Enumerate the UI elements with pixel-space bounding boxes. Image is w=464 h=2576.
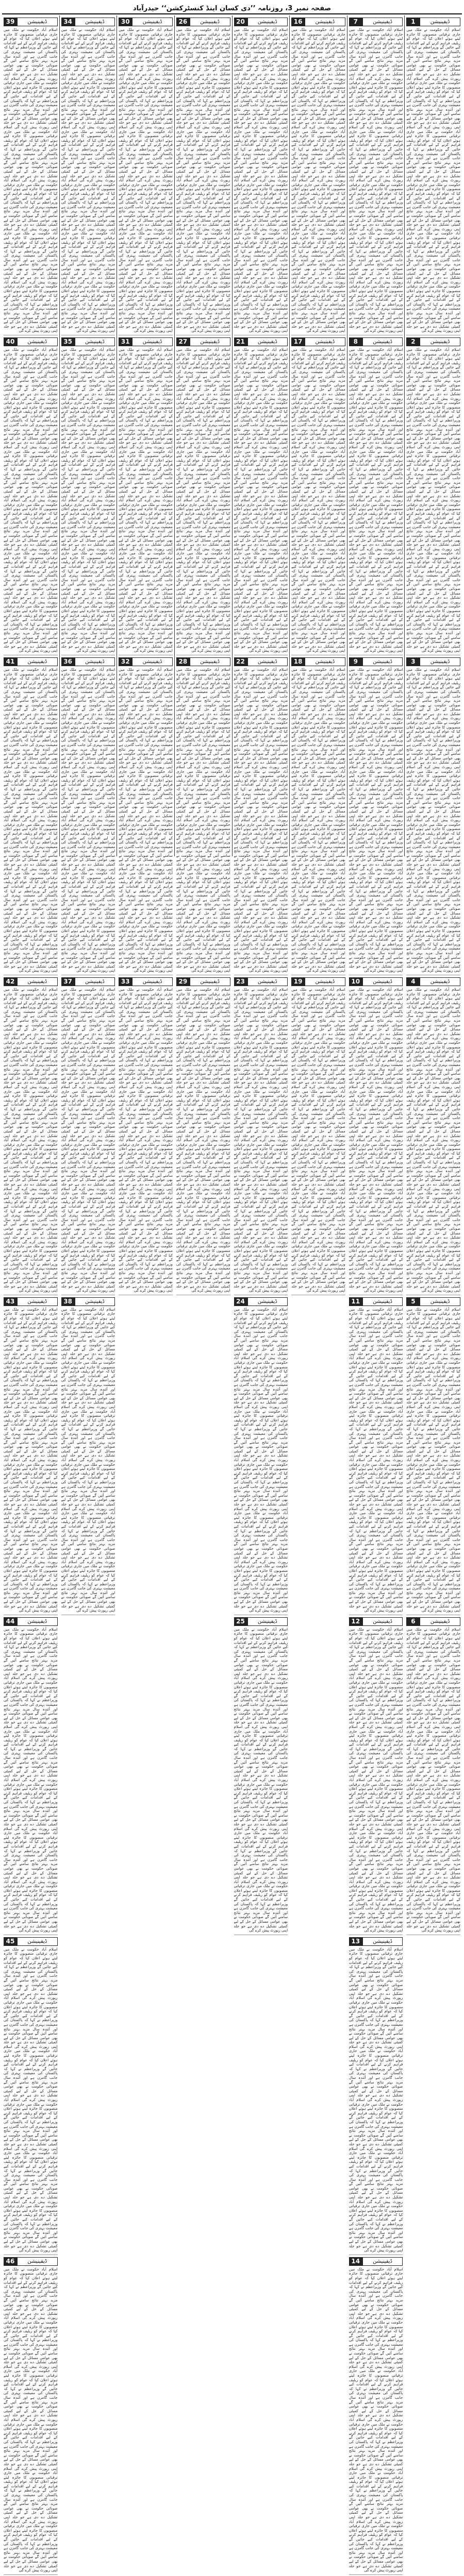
item-number: 24	[234, 1297, 247, 1306]
news-item	[406, 335, 460, 655]
item-number: 7	[349, 18, 362, 26]
item-tag	[291, 657, 345, 666]
item-number: 25	[234, 1617, 247, 1626]
news-item	[234, 335, 288, 655]
item-number: 2	[406, 337, 420, 346]
news-column	[289, 15, 347, 1293]
item-body-text: اسلام آباد حکومت نے ملک میں جاری ترقیاتی منصوبوں کا جائزہ لیتے ہوئے اعلان کیا کہ عوام کو ریلیف فراہم کرنے کے لیے اقدامات کیے جائیں گے وزیراعظم نے کہا کہ پاکستان کی معیشت بہتری کی جانب گامزن ہے اور آئندہ سال مزید بہتر نتائج سامنے آئیں گے صوبائی حکومت نے بھی عوامی مسائل کے حل کے لیے کمیٹی تشکیل دے دی ہے جو جلد اپنی رپورٹ پیش کرے گی اسلام آباد حکومت نے ملک میں جاری ترقیاتی منصوبوں کا جائزہ لیتے ہوئے اعلان کیا کہ عوام کو ریلیف فراہم کرنے کے لیے اقدامات کیے جائیں گے وزیراعظم نے کہا کہ پاکستان کی معیشت بہتری کی جانب گامزن ہے اور آئندہ سال مزید بہتر نتائج سامنے آئیں گے صوبائی حکومت نے بھی عوامی مسائل کے حل کے لیے کمیٹی تشکیل دے دی ہے جو جلد اپنی رپورٹ پیش کرے گی اسلام آباد حکومت نے ملک میں جاری ترقیاتی منصوبوں کا جائزہ لیتے ہوئے اعلان کیا کہ عوام کو ریلیف فراہم کرنے کے لیے اقدامات کیے جائیں گے وزیراعظم نے کہا کہ پاکستان کی معیشت بہتری کی جانب گامزن ہے اور آئندہ سال مزید بہتر نتائج سامنے آئیں گے صوبائی حکومت نے بھی عوامی مسائل کے حل کے لیے کمیٹی تشکیل دے دی ہے جو جلد اپنی رپورٹ پیش کرے گی اسلام آباد حکومت نے ملک میں جاری ترقیاتی منصوبوں کا جائزہ لیتے ہوئے اعلان کیا کہ عوام کو ریلیف فراہم کرنے کے لیے اقدامات کیے جائیں گے وزیراعظم نے کہا کہ پاکستان کی معیشت بہتری کی جانب گامزن ہے اور آئندہ سال مزید بہتر نتائج سامنے آئیں گے صوبائی حکومت نے بھی عوامی مسائل کے حل کے لیے کمیٹی تشکیل دے دی ہے جو جلد اپنی رپورٹ پیش کرے گی اسلام آباد حکومت نے ملک میں جاری ترقیاتی منصوبوں کا جائزہ لیتے ہوئے اعلان کیا کہ عوام کو ریلیف فراہم کرنے کے لیے اقدامات کیے جائیں گے وزیراعظم نے کہا کہ پاکستان کی معیشت بہتری کی جانب گامزن ہے اور آئندہ سال مزید بہتر نتائج سامنے آئیں گے صوبائی حکومت نے بھی عوامی مسائل کے حل کے لیے کمیٹی تشکیل دے دی ہے جو جلد اپنی رپورٹ پیش کرے گی اسلام آباد حکومت نے ملک میں جاری ترقیاتی منصوبوں کا جائزہ لیتے ہوئے اعلان کیا کہ عوام کو ریلیف فراہم کرنے کے لیے اقدامات کیے جائیں گے وزیراعظم نے کہا کہ پاکستان کی معیشت بہتری کی جانب گامزن ہے اور آئندہ سال مزید بہتر نتائج سامنے آئیں گے صوبائی حکومت نے بھی عوامی مسائل کے حل کے لیے کمیٹی تشکیل دے دی ہے جو جلد اپنی رپورٹ پیش کرے گی	[349, 2266, 403, 2573]
item-tag-label: ڈیفینیشن	[305, 337, 345, 346]
news-column	[174, 15, 232, 1293]
item-tag	[119, 337, 173, 346]
item-tag	[4, 1937, 58, 1946]
item-number: 42	[4, 977, 17, 986]
item-body-text: اسلام آباد حکومت نے ملک میں جاری ترقیاتی منصوبوں کا جائزہ لیتے ہوئے اعلان کیا کہ عوام کو ریلیف فراہم کرنے کے لیے اقدامات کیے جائیں گے وزیراعظم نے کہا کہ پاکستان کی معیشت بہتری کی جانب گامزن ہے اور آئندہ سال مزید بہتر نتائج سامنے آئیں گے صوبائی حکومت نے بھی عوامی مسائل کے حل کے لیے کمیٹی تشکیل دے دی ہے جو جلد اپنی رپورٹ پیش کرے گی اسلام آباد حکومت نے ملک میں جاری ترقیاتی منصوبوں کا جائزہ لیتے ہوئے اعلان کیا کہ عوام کو ریلیف فراہم کرنے کے لیے اقدامات کیے جائیں گے وزیراعظم نے کہا کہ پاکستان کی معیشت بہتری کی جانب گامزن ہے اور آئندہ سال مزید بہتر نتائج سامنے آئیں گے صوبائی حکومت نے بھی عوامی مسائل کے حل کے لیے کمیٹی تشکیل دے دی ہے جو جلد اپنی رپورٹ پیش کرے گی اسلام آباد حکومت نے ملک میں جاری ترقیاتی منصوبوں کا جائزہ لیتے ہوئے اعلان کیا کہ عوام کو ریلیف فراہم کرنے کے لیے اقدامات کیے جائیں گے وزیراعظم نے کہا کہ پاکستان کی معیشت بہتری کی جانب گامزن ہے اور آئندہ سال مزید بہتر نتائج سامنے آئیں گے صوبائی حکومت نے بھی عوامی مسائل کے حل کے لیے کمیٹی تشکیل دے دی ہے جو جلد اپنی رپورٹ پیش کرے گی اسلام آباد حکومت نے ملک میں جاری ترقیاتی منصوبوں کا جائزہ لیتے ہوئے اعلان کیا کہ عوام کو ریلیف فراہم کرنے کے لیے اقدامات کیے جائیں گے وزیراعظم نے کہا کہ پاکستان کی معیشت بہتری کی جانب گامزن ہے اور آئندہ سال مزید بہتر نتائج سامنے آئیں گے صوبائی حکومت نے بھی عوامی مسائل کے حل کے لیے کمیٹی تشکیل دے دی ہے جو جلد اپنی رپورٹ پیش کرے گی اسلام آباد حکومت نے ملک میں جاری ترقیاتی منصوبوں کا جائزہ لیتے ہوئے اعلان کیا کہ عوام کو ریلیف فراہم کرنے کے لیے اقدامات کیے جائیں گے وزیراعظم نے کہا کہ پاکستان کی معیشت بہتری کی جانب گامزن ہے اور آئندہ سال مزید بہتر نتائج سامنے آئیں گے صوبائی حکومت نے بھی عوامی مسائل کے حل کے لیے کمیٹی تشکیل دے دی ہے جو جلد اپنی رپورٹ پیش کرے گی اسلام آباد حکومت نے ملک میں جاری ترقیاتی منصوبوں کا جائزہ لیتے ہوئے اعلان کیا کہ عوام کو ریلیف فراہم کرنے کے لیے اقدامات کیے جائیں گے وزیراعظم نے کہا کہ پاکستان کی معیشت بہتری کی جانب گامزن ہے اور آئندہ سال مزید بہتر نتائج سامنے آئیں گے صوبائی حکومت نے بھی عوامی مسائل کے حل کے لیے کمیٹی تشکیل دے دی ہے جو جلد اپنی رپورٹ پیش کرے گی	[234, 347, 288, 653]
item-body-text: اسلام آباد حکومت نے ملک میں جاری ترقیاتی منصوبوں کا جائزہ لیتے ہوئے اعلان کیا کہ عوام کو ریلیف فراہم کرنے کے لیے اقدامات کیے جائیں گے وزیراعظم نے کہا کہ پاکستان کی معیشت بہتری کی جانب گامزن ہے اور آئندہ سال مزید بہتر نتائج سامنے آئیں گے صوبائی حکومت نے بھی عوامی مسائل کے حل کے لیے کمیٹی تشکیل دے دی ہے جو جلد اپنی رپورٹ پیش کرے گی اسلام آباد حکومت نے ملک میں جاری ترقیاتی منصوبوں کا جائزہ لیتے ہوئے اعلان کیا کہ عوام کو ریلیف فراہم کرنے کے لیے اقدامات کیے جائیں گے وزیراعظم نے کہا کہ پاکستان کی معیشت بہتری کی جانب گامزن ہے اور آئندہ سال مزید بہتر نتائج سامنے آئیں گے صوبائی حکومت نے بھی عوامی مسائل کے حل کے لیے کمیٹی تشکیل دے دی ہے جو جلد اپنی رپورٹ پیش کرے گی اسلام آباد حکومت نے ملک میں جاری ترقیاتی منصوبوں کا جائزہ لیتے ہوئے اعلان کیا کہ عوام کو ریلیف فراہم کرنے کے لیے اقدامات کیے جائیں گے وزیراعظم نے کہا کہ پاکستان کی معیشت بہتری کی جانب گامزن ہے اور آئندہ سال مزید بہتر نتائج سامنے آئیں گے صوبائی حکومت نے بھی عوامی مسائل کے حل کے لیے کمیٹی تشکیل دے دی ہے جو جلد اپنی رپورٹ پیش کرے گی اسلام آباد حکومت نے ملک میں جاری ترقیاتی منصوبوں کا جائزہ لیتے ہوئے اعلان کیا کہ عوام کو ریلیف فراہم کرنے کے لیے اقدامات کیے جائیں گے وزیراعظم نے کہا کہ پاکستان کی معیشت بہتری کی جانب گامزن ہے اور آئندہ سال مزید بہتر نتائج سامنے آئیں گے صوبائی حکومت نے بھی عوامی مسائل کے حل کے لیے کمیٹی تشکیل دے دی ہے جو جلد اپنی رپورٹ پیش کرے گی اسلام آباد حکومت نے ملک میں جاری ترقیاتی منصوبوں کا جائزہ لیتے ہوئے اعلان کیا کہ عوام کو ریلیف فراہم کرنے کے لیے اقدامات کیے جائیں گے وزیراعظم نے کہا کہ پاکستان کی معیشت بہتری کی جانب گامزن ہے اور آئندہ سال مزید بہتر نتائج سامنے آئیں گے صوبائی حکومت نے بھی عوامی مسائل کے حل کے لیے کمیٹی تشکیل دے دی ہے جو جلد اپنی رپورٹ پیش کرے گی اسلام آباد حکومت نے ملک میں جاری ترقیاتی منصوبوں کا جائزہ لیتے ہوئے اعلان کیا کہ عوام کو ریلیف فراہم کرنے کے لیے اقدامات کیے جائیں گے وزیراعظم نے کہا کہ پاکستان کی معیشت بہتری کی جانب گامزن ہے اور آئندہ سال مزید بہتر نتائج سامنے آئیں گے صوبائی حکومت نے بھی عوامی مسائل کے حل کے لیے کمیٹی تشکیل دے دی ہے جو جلد اپنی رپورٹ پیش کرے گی	[4, 1307, 58, 1613]
item-body-text: اسلام آباد حکومت نے ملک میں جاری ترقیاتی منصوبوں کا جائزہ لیتے ہوئے اعلان کیا کہ عوام کو ریلیف فراہم کرنے کے لیے اقدامات کیے جائیں گے وزیراعظم نے کہا کہ پاکستان کی معیشت بہتری کی جانب گامزن ہے اور آئندہ سال مزید بہتر نتائج سامنے آئیں گے صوبائی حکومت نے بھی عوامی مسائل کے حل کے لیے کمیٹی تشکیل دے دی ہے جو جلد اپنی رپورٹ پیش کرے گی اسلام آباد حکومت نے ملک میں جاری ترقیاتی منصوبوں کا جائزہ لیتے ہوئے اعلان کیا کہ عوام کو ریلیف فراہم کرنے کے لیے اقدامات کیے جائیں گے وزیراعظم نے کہا کہ پاکستان کی معیشت بہتری کی جانب گامزن ہے اور آئندہ سال مزید بہتر نتائج سامنے آئیں گے صوبائی حکومت نے بھی عوامی مسائل کے حل کے لیے کمیٹی تشکیل دے دی ہے جو جلد اپنی رپورٹ پیش کرے گی اسلام آباد حکومت نے ملک میں جاری ترقیاتی منصوبوں کا جائزہ لیتے ہوئے اعلان کیا کہ عوام کو ریلیف فراہم کرنے کے لیے اقدامات کیے جائیں گے وزیراعظم نے کہا کہ پاکستان کی معیشت بہتری کی جانب گامزن ہے اور آئندہ سال مزید بہتر نتائج سامنے آئیں گے صوبائی حکومت نے بھی عوامی مسائل کے حل کے لیے کمیٹی تشکیل دے دی ہے جو جلد اپنی رپورٹ پیش کرے گی اسلام آباد حکومت نے ملک میں جاری ترقیاتی منصوبوں کا جائزہ لیتے ہوئے اعلان کیا کہ عوام کو ریلیف فراہم کرنے کے لیے اقدامات کیے جائیں گے وزیراعظم نے کہا کہ پاکستان کی معیشت بہتری کی جانب گامزن ہے اور آئندہ سال مزید بہتر نتائج سامنے آئیں گے صوبائی حکومت نے بھی عوامی مسائل کے حل کے لیے کمیٹی تشکیل دے دی ہے جو جلد اپنی رپورٹ پیش کرے گی اسلام آباد حکومت نے ملک میں جاری ترقیاتی منصوبوں کا جائزہ لیتے ہوئے اعلان کیا کہ عوام کو ریلیف فراہم کرنے کے لیے اقدامات کیے جائیں گے وزیراعظم نے کہا کہ پاکستان کی معیشت بہتری کی جانب گامزن ہے اور آئندہ سال مزید بہتر نتائج سامنے آئیں گے صوبائی حکومت نے بھی عوامی مسائل کے حل کے لیے کمیٹی تشکیل دے دی ہے جو جلد اپنی رپورٹ پیش کرے گی اسلام آباد حکومت نے ملک میں جاری ترقیاتی منصوبوں کا جائزہ لیتے ہوئے اعلان کیا کہ عوام کو ریلیف فراہم کرنے کے لیے اقدامات کیے جائیں گے وزیراعظم نے کہا کہ پاکستان کی معیشت بہتری کی جانب گامزن ہے اور آئندہ سال مزید بہتر نتائج سامنے آئیں گے صوبائی حکومت نے بھی عوامی مسائل کے حل کے لیے کمیٹی تشکیل دے دی ہے جو جلد اپنی رپورٹ پیش کرے گی	[119, 987, 173, 1293]
item-tag-label: ڈیفینیشن	[420, 337, 460, 346]
item-body-text: اسلام آباد حکومت نے ملک میں جاری ترقیاتی منصوبوں کا جائزہ لیتے ہوئے اعلان کیا کہ عوام کو ریلیف فراہم کرنے کے لیے اقدامات کیے جائیں گے وزیراعظم نے کہا کہ پاکستان کی معیشت بہتری کی جانب گامزن ہے اور آئندہ سال مزید بہتر نتائج سامنے آئیں گے صوبائی حکومت نے بھی عوامی مسائل کے حل کے لیے کمیٹی تشکیل دے دی ہے جو جلد اپنی رپورٹ پیش کرے گی اسلام آباد حکومت نے ملک میں جاری ترقیاتی منصوبوں کا جائزہ لیتے ہوئے اعلان کیا کہ عوام کو ریلیف فراہم کرنے کے لیے اقدامات کیے جائیں گے وزیراعظم نے کہا کہ پاکستان کی معیشت بہتری کی جانب گامزن ہے اور آئندہ سال مزید بہتر نتائج سامنے آئیں گے صوبائی حکومت نے بھی عوامی مسائل کے حل کے لیے کمیٹی تشکیل دے دی ہے جو جلد اپنی رپورٹ پیش کرے گی اسلام آباد حکومت نے ملک میں جاری ترقیاتی منصوبوں کا جائزہ لیتے ہوئے اعلان کیا کہ عوام کو ریلیف فراہم کرنے کے لیے اقدامات کیے جائیں گے وزیراعظم نے کہا کہ پاکستان کی معیشت بہتری کی جانب گامزن ہے اور آئندہ سال مزید بہتر نتائج سامنے آئیں گے صوبائی حکومت نے بھی عوامی مسائل کے حل کے لیے کمیٹی تشکیل دے دی ہے جو جلد اپنی رپورٹ پیش کرے گی اسلام آباد حکومت نے ملک میں جاری ترقیاتی منصوبوں کا جائزہ لیتے ہوئے اعلان کیا کہ عوام کو ریلیف فراہم کرنے کے لیے اقدامات کیے جائیں گے وزیراعظم نے کہا کہ پاکستان کی معیشت بہتری کی جانب گامزن ہے اور آئندہ سال مزید بہتر نتائج سامنے آئیں گے صوبائی حکومت نے بھی عوامی مسائل کے حل کے لیے کمیٹی تشکیل دے دی ہے جو جلد اپنی رپورٹ پیش کرے گی اسلام آباد حکومت نے ملک میں جاری ترقیاتی منصوبوں کا جائزہ لیتے ہوئے اعلان کیا کہ عوام کو ریلیف فراہم کرنے کے لیے اقدامات کیے جائیں گے وزیراعظم نے کہا کہ پاکستان کی معیشت بہتری کی جانب گامزن ہے اور آئندہ سال مزید بہتر نتائج سامنے آئیں گے صوبائی حکومت نے بھی عوامی مسائل کے حل کے لیے کمیٹی تشکیل دے دی ہے جو جلد اپنی رپورٹ پیش کرے گی اسلام آباد حکومت نے ملک میں جاری ترقیاتی منصوبوں کا جائزہ لیتے ہوئے اعلان کیا کہ عوام کو ریلیف فراہم کرنے کے لیے اقدامات کیے جائیں گے وزیراعظم نے کہا کہ پاکستان کی معیشت بہتری کی جانب گامزن ہے اور آئندہ سال مزید بہتر نتائج سامنے آئیں گے صوبائی حکومت نے بھی عوامی مسائل کے حل کے لیے کمیٹی تشکیل دے دی ہے جو جلد اپنی رپورٹ پیش کرے گی	[291, 347, 345, 653]
item-number: 4	[406, 977, 420, 986]
item-number: 32	[119, 657, 132, 666]
item-number: 8	[349, 337, 362, 346]
item-tag	[406, 337, 460, 346]
news-item	[406, 655, 460, 975]
item-body-text: اسلام آباد حکومت نے ملک میں جاری ترقیاتی منصوبوں کا جائزہ لیتے ہوئے اعلان کیا کہ عوام کو ریلیف فراہم کرنے کے لیے اقدامات کیے جائیں گے وزیراعظم نے کہا کہ پاکستان کی معیشت بہتری کی جانب گامزن ہے اور آئندہ سال مزید بہتر نتائج سامنے آئیں گے صوبائی حکومت نے بھی عوامی مسائل کے حل کے لیے کمیٹی تشکیل دے دی ہے جو جلد اپنی رپورٹ پیش کرے گی اسلام آباد حکومت نے ملک میں جاری ترقیاتی منصوبوں کا جائزہ لیتے ہوئے اعلان کیا کہ عوام کو ریلیف فراہم کرنے کے لیے اقدامات کیے جائیں گے وزیراعظم نے کہا کہ پاکستان کی معیشت بہتری کی جانب گامزن ہے اور آئندہ سال مزید بہتر نتائج سامنے آئیں گے صوبائی حکومت نے بھی عوامی مسائل کے حل کے لیے کمیٹی تشکیل دے دی ہے جو جلد اپنی رپورٹ پیش کرے گی اسلام آباد حکومت نے ملک میں جاری ترقیاتی منصوبوں کا جائزہ لیتے ہوئے اعلان کیا کہ عوام کو ریلیف فراہم کرنے کے لیے اقدامات کیے جائیں گے وزیراعظم نے کہا کہ پاکستان کی معیشت بہتری کی جانب گامزن ہے اور آئندہ سال مزید بہتر نتائج سامنے آئیں گے صوبائی حکومت نے بھی عوامی مسائل کے حل کے لیے کمیٹی تشکیل دے دی ہے جو جلد اپنی رپورٹ پیش کرے گی اسلام آباد حکومت نے ملک میں جاری ترقیاتی منصوبوں کا جائزہ لیتے ہوئے اعلان کیا کہ عوام کو ریلیف فراہم کرنے کے لیے اقدامات کیے جائیں گے وزیراعظم نے کہا کہ پاکستان کی معیشت بہتری کی جانب گامزن ہے اور آئندہ سال مزید بہتر نتائج سامنے آئیں گے صوبائی حکومت نے بھی عوامی مسائل کے حل کے لیے کمیٹی تشکیل دے دی ہے جو جلد اپنی رپورٹ پیش کرے گی اسلام آباد حکومت نے ملک میں جاری ترقیاتی منصوبوں کا جائزہ لیتے ہوئے اعلان کیا کہ عوام کو ریلیف فراہم کرنے کے لیے اقدامات کیے جائیں گے وزیراعظم نے کہا کہ پاکستان کی معیشت بہتری کی جانب گامزن ہے اور آئندہ سال مزید بہتر نتائج سامنے آئیں گے صوبائی حکومت نے بھی عوامی مسائل کے حل کے لیے کمیٹی تشکیل دے دی ہے جو جلد اپنی رپورٹ پیش کرے گی اسلام آباد حکومت نے ملک میں جاری ترقیاتی منصوبوں کا جائزہ لیتے ہوئے اعلان کیا کہ عوام کو ریلیف فراہم کرنے کے لیے اقدامات کیے جائیں گے وزیراعظم نے کہا کہ پاکستان کی معیشت بہتری کی جانب گامزن ہے اور آئندہ سال مزید بہتر نتائج سامنے آئیں گے صوبائی حکومت نے بھی عوامی مسائل کے حل کے لیے کمیٹی تشکیل دے دی ہے جو جلد اپنی رپورٹ پیش کرے گی	[406, 27, 460, 333]
item-tag	[176, 657, 230, 666]
item-body-text: اسلام آباد حکومت نے ملک میں جاری ترقیاتی منصوبوں کا جائزہ لیتے ہوئے اعلان کیا کہ عوام کو ریلیف فراہم کرنے کے لیے اقدامات کیے جائیں گے وزیراعظم نے کہا کہ پاکستان کی معیشت بہتری کی جانب گامزن ہے اور آئندہ سال مزید بہتر نتائج سامنے آئیں گے صوبائی حکومت نے بھی عوامی مسائل کے حل کے لیے کمیٹی تشکیل دے دی ہے جو جلد اپنی رپورٹ پیش کرے گی اسلام آباد حکومت نے ملک میں جاری ترقیاتی منصوبوں کا جائزہ لیتے ہوئے اعلان کیا کہ عوام کو ریلیف فراہم کرنے کے لیے اقدامات کیے جائیں گے وزیراعظم نے کہا کہ پاکستان کی معیشت بہتری کی جانب گامزن ہے اور آئندہ سال مزید بہتر نتائج سامنے آئیں گے صوبائی حکومت نے بھی عوامی مسائل کے حل کے لیے کمیٹی تشکیل دے دی ہے جو جلد اپنی رپورٹ پیش کرے گی اسلام آباد حکومت نے ملک میں جاری ترقیاتی منصوبوں کا جائزہ لیتے ہوئے اعلان کیا کہ عوام کو ریلیف فراہم کرنے کے لیے اقدامات کیے جائیں گے وزیراعظم نے کہا کہ پاکستان کی معیشت بہتری کی جانب گامزن ہے اور آئندہ سال مزید بہتر نتائج سامنے آئیں گے صوبائی حکومت نے بھی عوامی مسائل کے حل کے لیے کمیٹی تشکیل دے دی ہے جو جلد اپنی رپورٹ پیش کرے گی اسلام آباد حکومت نے ملک میں جاری ترقیاتی منصوبوں کا جائزہ لیتے ہوئے اعلان کیا کہ عوام کو ریلیف فراہم کرنے کے لیے اقدامات کیے جائیں گے وزیراعظم نے کہا کہ پاکستان کی معیشت بہتری کی جانب گامزن ہے اور آئندہ سال مزید بہتر نتائج سامنے آئیں گے صوبائی حکومت نے بھی عوامی مسائل کے حل کے لیے کمیٹی تشکیل دے دی ہے جو جلد اپنی رپورٹ پیش کرے گی اسلام آباد حکومت نے ملک میں جاری ترقیاتی منصوبوں کا جائزہ لیتے ہوئے اعلان کیا کہ عوام کو ریلیف فراہم کرنے کے لیے اقدامات کیے جائیں گے وزیراعظم نے کہا کہ پاکستان کی معیشت بہتری کی جانب گامزن ہے اور آئندہ سال مزید بہتر نتائج سامنے آئیں گے صوبائی حکومت نے بھی عوامی مسائل کے حل کے لیے کمیٹی تشکیل دے دی ہے جو جلد اپنی رپورٹ پیش کرے گی اسلام آباد حکومت نے ملک میں جاری ترقیاتی منصوبوں کا جائزہ لیتے ہوئے اعلان کیا کہ عوام کو ریلیف فراہم کرنے کے لیے اقدامات کیے جائیں گے وزیراعظم نے کہا کہ پاکستان کی معیشت بہتری کی جانب گامزن ہے اور آئندہ سال مزید بہتر نتائج سامنے آئیں گے صوبائی حکومت نے بھی عوامی مسائل کے حل کے لیے کمیٹی تشکیل دے دی ہے جو جلد اپنی رپورٹ پیش کرے گی	[234, 667, 288, 973]
page-header	[2, 3, 462, 14]
item-number: 9	[349, 657, 362, 666]
item-body-text: اسلام آباد حکومت نے ملک میں جاری ترقیاتی منصوبوں کا جائزہ لیتے ہوئے اعلان کیا کہ عوام کو ریلیف فراہم کرنے کے لیے اقدامات کیے جائیں گے وزیراعظم نے کہا کہ پاکستان کی معیشت بہتری کی جانب گامزن ہے اور آئندہ سال مزید بہتر نتائج سامنے آئیں گے صوبائی حکومت نے بھی عوامی مسائل کے حل کے لیے کمیٹی تشکیل دے دی ہے جو جلد اپنی رپورٹ پیش کرے گی اسلام آباد حکومت نے ملک میں جاری ترقیاتی منصوبوں کا جائزہ لیتے ہوئے اعلان کیا کہ عوام کو ریلیف فراہم کرنے کے لیے اقدامات کیے جائیں گے وزیراعظم نے کہا کہ پاکستان کی معیشت بہتری کی جانب گامزن ہے اور آئندہ سال مزید بہتر نتائج سامنے آئیں گے صوبائی حکومت نے بھی عوامی مسائل کے حل کے لیے کمیٹی تشکیل دے دی ہے جو جلد اپنی رپورٹ پیش کرے گی اسلام آباد حکومت نے ملک میں جاری ترقیاتی منصوبوں کا جائزہ لیتے ہوئے اعلان کیا کہ عوام کو ریلیف فراہم کرنے کے لیے اقدامات کیے جائیں گے وزیراعظم نے کہا کہ پاکستان کی معیشت بہتری کی جانب گامزن ہے اور آئندہ سال مزید بہتر نتائج سامنے آئیں گے صوبائی حکومت نے بھی عوامی مسائل کے حل کے لیے کمیٹی تشکیل دے دی ہے جو جلد اپنی رپورٹ پیش کرے گی اسلام آباد حکومت نے ملک میں جاری ترقیاتی منصوبوں کا جائزہ لیتے ہوئے اعلان کیا کہ عوام کو ریلیف فراہم کرنے کے لیے اقدامات کیے جائیں گے وزیراعظم نے کہا کہ پاکستان کی معیشت بہتری کی جانب گامزن ہے اور آئندہ سال مزید بہتر نتائج سامنے آئیں گے صوبائی حکومت نے بھی عوامی مسائل کے حل کے لیے کمیٹی تشکیل دے دی ہے جو جلد اپنی رپورٹ پیش کرے گی اسلام آباد حکومت نے ملک میں جاری ترقیاتی منصوبوں کا جائزہ لیتے ہوئے اعلان کیا کہ عوام کو ریلیف فراہم کرنے کے لیے اقدامات کیے جائیں گے وزیراعظم نے کہا کہ پاکستان کی معیشت بہتری کی جانب گامزن ہے اور آئندہ سال مزید بہتر نتائج سامنے آئیں گے صوبائی حکومت نے بھی عوامی مسائل کے حل کے لیے کمیٹی تشکیل دے دی ہے جو جلد اپنی رپورٹ پیش کرے گی اسلام آباد حکومت نے ملک میں جاری ترقیاتی منصوبوں کا جائزہ لیتے ہوئے اعلان کیا کہ عوام کو ریلیف فراہم کرنے کے لیے اقدامات کیے جائیں گے وزیراعظم نے کہا کہ پاکستان کی معیشت بہتری کی جانب گامزن ہے اور آئندہ سال مزید بہتر نتائج سامنے آئیں گے صوبائی حکومت نے بھی عوامی مسائل کے حل کے لیے کمیٹی تشکیل دے دی ہے جو جلد اپنی رپورٹ پیش کرے گی	[349, 1307, 403, 1613]
item-tag-label: ڈیفینیشن	[247, 977, 288, 986]
news-item	[61, 655, 115, 975]
item-tag	[176, 337, 230, 346]
item-tag	[234, 657, 288, 666]
page-title: صفحہ نمبر 3، روزنامہ ’’دی کسان اینڈ کنسٹرکشن‘‘ حیدرآباد	[132, 4, 332, 12]
item-body-text: اسلام آباد حکومت نے ملک میں جاری ترقیاتی منصوبوں کا جائزہ لیتے ہوئے اعلان کیا کہ عوام کو ریلیف فراہم کرنے کے لیے اقدامات کیے جائیں گے وزیراعظم نے کہا کہ پاکستان کی معیشت بہتری کی جانب گامزن ہے اور آئندہ سال مزید بہتر نتائج سامنے آئیں گے صوبائی حکومت نے بھی عوامی مسائل کے حل کے لیے کمیٹی تشکیل دے دی ہے جو جلد اپنی رپورٹ پیش کرے گی اسلام آباد حکومت نے ملک میں جاری ترقیاتی منصوبوں کا جائزہ لیتے ہوئے اعلان کیا کہ عوام کو ریلیف فراہم کرنے کے لیے اقدامات کیے جائیں گے وزیراعظم نے کہا کہ پاکستان کی معیشت بہتری کی جانب گامزن ہے اور آئندہ سال مزید بہتر نتائج سامنے آئیں گے صوبائی حکومت نے بھی عوامی مسائل کے حل کے لیے کمیٹی تشکیل دے دی ہے جو جلد اپنی رپورٹ پیش کرے گی اسلام آباد حکومت نے ملک میں جاری ترقیاتی منصوبوں کا جائزہ لیتے ہوئے اعلان کیا کہ عوام کو ریلیف فراہم کرنے کے لیے اقدامات کیے جائیں گے وزیراعظم نے کہا کہ پاکستان کی معیشت بہتری کی جانب گامزن ہے اور آئندہ سال مزید بہتر نتائج سامنے آئیں گے صوبائی حکومت نے بھی عوامی مسائل کے حل کے لیے کمیٹی تشکیل دے دی ہے جو جلد اپنی رپورٹ پیش کرے گی اسلام آباد حکومت نے ملک میں جاری ترقیاتی منصوبوں کا جائزہ لیتے ہوئے اعلان کیا کہ عوام کو ریلیف فراہم کرنے کے لیے اقدامات کیے جائیں گے وزیراعظم نے کہا کہ پاکستان کی معیشت بہتری کی جانب گامزن ہے اور آئندہ سال مزید بہتر نتائج سامنے آئیں گے صوبائی حکومت نے بھی عوامی مسائل کے حل کے لیے کمیٹی تشکیل دے دی ہے جو جلد اپنی رپورٹ پیش کرے گی اسلام آباد حکومت نے ملک میں جاری ترقیاتی منصوبوں کا جائزہ لیتے ہوئے اعلان کیا کہ عوام کو ریلیف فراہم کرنے کے لیے اقدامات کیے جائیں گے وزیراعظم نے کہا کہ پاکستان کی معیشت بہتری کی جانب گامزن ہے اور آئندہ سال مزید بہتر نتائج سامنے آئیں گے صوبائی حکومت نے بھی عوامی مسائل کے حل کے لیے کمیٹی تشکیل دے دی ہے جو جلد اپنی رپورٹ پیش کرے گی اسلام آباد حکومت نے ملک میں جاری ترقیاتی منصوبوں کا جائزہ لیتے ہوئے اعلان کیا کہ عوام کو ریلیف فراہم کرنے کے لیے اقدامات کیے جائیں گے وزیراعظم نے کہا کہ پاکستان کی معیشت بہتری کی جانب گامزن ہے اور آئندہ سال مزید بہتر نتائج سامنے آئیں گے صوبائی حکومت نے بھی عوامی مسائل کے حل کے لیے کمیٹی تشکیل دے دی ہے جو جلد اپنی رپورٹ پیش کرے گی	[234, 1307, 288, 1613]
item-tag	[234, 337, 288, 346]
item-body-text: اسلام آباد حکومت نے ملک میں جاری ترقیاتی منصوبوں کا جائزہ لیتے ہوئے اعلان کیا کہ عوام کو ریلیف فراہم کرنے کے لیے اقدامات کیے جائیں گے وزیراعظم نے کہا کہ پاکستان کی معیشت بہتری کی جانب گامزن ہے اور آئندہ سال مزید بہتر نتائج سامنے آئیں گے صوبائی حکومت نے بھی عوامی مسائل کے حل کے لیے کمیٹی تشکیل دے دی ہے جو جلد اپنی رپورٹ پیش کرے گی اسلام آباد حکومت نے ملک میں جاری ترقیاتی منصوبوں کا جائزہ لیتے ہوئے اعلان کیا کہ عوام کو ریلیف فراہم کرنے کے لیے اقدامات کیے جائیں گے وزیراعظم نے کہا کہ پاکستان کی معیشت بہتری کی جانب گامزن ہے اور آئندہ سال مزید بہتر نتائج سامنے آئیں گے صوبائی حکومت نے بھی عوامی مسائل کے حل کے لیے کمیٹی تشکیل دے دی ہے جو جلد اپنی رپورٹ پیش کرے گی اسلام آباد حکومت نے ملک میں جاری ترقیاتی منصوبوں کا جائزہ لیتے ہوئے اعلان کیا کہ عوام کو ریلیف فراہم کرنے کے لیے اقدامات کیے جائیں گے وزیراعظم نے کہا کہ پاکستان کی معیشت بہتری کی جانب گامزن ہے اور آئندہ سال مزید بہتر نتائج سامنے آئیں گے صوبائی حکومت نے بھی عوامی مسائل کے حل کے لیے کمیٹی تشکیل دے دی ہے جو جلد اپنی رپورٹ پیش کرے گی اسلام آباد حکومت نے ملک میں جاری ترقیاتی منصوبوں کا جائزہ لیتے ہوئے اعلان کیا کہ عوام کو ریلیف فراہم کرنے کے لیے اقدامات کیے جائیں گے وزیراعظم نے کہا کہ پاکستان کی معیشت بہتری کی جانب گامزن ہے اور آئندہ سال مزید بہتر نتائج سامنے آئیں گے صوبائی حکومت نے بھی عوامی مسائل کے حل کے لیے کمیٹی تشکیل دے دی ہے جو جلد اپنی رپورٹ پیش کرے گی اسلام آباد حکومت نے ملک میں جاری ترقیاتی منصوبوں کا جائزہ لیتے ہوئے اعلان کیا کہ عوام کو ریلیف فراہم کرنے کے لیے اقدامات کیے جائیں گے وزیراعظم نے کہا کہ پاکستان کی معیشت بہتری کی جانب گامزن ہے اور آئندہ سال مزید بہتر نتائج سامنے آئیں گے صوبائی حکومت نے بھی عوامی مسائل کے حل کے لیے کمیٹی تشکیل دے دی ہے جو جلد اپنی رپورٹ پیش کرے گی اسلام آباد حکومت نے ملک میں جاری ترقیاتی منصوبوں کا جائزہ لیتے ہوئے اعلان کیا کہ عوام کو ریلیف فراہم کرنے کے لیے اقدامات کیے جائیں گے وزیراعظم نے کہا کہ پاکستان کی معیشت بہتری کی جانب گامزن ہے اور آئندہ سال مزید بہتر نتائج سامنے آئیں گے صوبائی حکومت نے بھی عوامی مسائل کے حل کے لیے کمیٹی تشکیل دے دی ہے جو جلد اپنی رپورٹ پیش کرے گی	[349, 667, 403, 973]
item-body-text: اسلام آباد حکومت نے ملک میں جاری ترقیاتی منصوبوں کا جائزہ لیتے ہوئے اعلان کیا کہ عوام کو ریلیف فراہم کرنے کے لیے اقدامات کیے جائیں گے وزیراعظم نے کہا کہ پاکستان کی معیشت بہتری کی جانب گامزن ہے اور آئندہ سال مزید بہتر نتائج سامنے آئیں گے صوبائی حکومت نے بھی عوامی مسائل کے حل کے لیے کمیٹی تشکیل دے دی ہے جو جلد اپنی رپورٹ پیش کرے گی اسلام آباد حکومت نے ملک میں جاری ترقیاتی منصوبوں کا جائزہ لیتے ہوئے اعلان کیا کہ عوام کو ریلیف فراہم کرنے کے لیے اقدامات کیے جائیں گے وزیراعظم نے کہا کہ پاکستان کی معیشت بہتری کی جانب گامزن ہے اور آئندہ سال مزید بہتر نتائج سامنے آئیں گے صوبائی حکومت نے بھی عوامی مسائل کے حل کے لیے کمیٹی تشکیل دے دی ہے جو جلد اپنی رپورٹ پیش کرے گی اسلام آباد حکومت نے ملک میں جاری ترقیاتی منصوبوں کا جائزہ لیتے ہوئے اعلان کیا کہ عوام کو ریلیف فراہم کرنے کے لیے اقدامات کیے جائیں گے وزیراعظم نے کہا کہ پاکستان کی معیشت بہتری کی جانب گامزن ہے اور آئندہ سال مزید بہتر نتائج سامنے آئیں گے صوبائی حکومت نے بھی عوامی مسائل کے حل کے لیے کمیٹی تشکیل دے دی ہے جو جلد اپنی رپورٹ پیش کرے گی اسلام آباد حکومت نے ملک میں جاری ترقیاتی منصوبوں کا جائزہ لیتے ہوئے اعلان کیا کہ عوام کو ریلیف فراہم کرنے کے لیے اقدامات کیے جائیں گے وزیراعظم نے کہا کہ پاکستان کی معیشت بہتری کی جانب گامزن ہے اور آئندہ سال مزید بہتر نتائج سامنے آئیں گے صوبائی حکومت نے بھی عوامی مسائل کے حل کے لیے کمیٹی تشکیل دے دی ہے جو جلد اپنی رپورٹ پیش کرے گی اسلام آباد حکومت نے ملک میں جاری ترقیاتی منصوبوں کا جائزہ لیتے ہوئے اعلان کیا کہ عوام کو ریلیف فراہم کرنے کے لیے اقدامات کیے جائیں گے وزیراعظم نے کہا کہ پاکستان کی معیشت بہتری کی جانب گامزن ہے اور آئندہ سال مزید بہتر نتائج سامنے آئیں گے صوبائی حکومت نے بھی عوامی مسائل کے حل کے لیے کمیٹی تشکیل دے دی ہے جو جلد اپنی رپورٹ پیش کرے گی اسلام آباد حکومت نے ملک میں جاری ترقیاتی منصوبوں کا جائزہ لیتے ہوئے اعلان کیا کہ عوام کو ریلیف فراہم کرنے کے لیے اقدامات کیے جائیں گے وزیراعظم نے کہا کہ پاکستان کی معیشت بہتری کی جانب گامزن ہے اور آئندہ سال مزید بہتر نتائج سامنے آئیں گے صوبائی حکومت نے بھی عوامی مسائل کے حل کے لیے کمیٹی تشکیل دے دی ہے جو جلد اپنی رپورٹ پیش کرے گی	[234, 987, 288, 1293]
item-tag	[4, 657, 58, 666]
item-tag-label: ڈیفینیشن	[75, 337, 115, 346]
news-item	[119, 335, 173, 655]
news-item	[176, 335, 230, 655]
item-tag	[349, 1937, 403, 1946]
item-tag-label: ڈیفینیشن	[362, 1937, 403, 1946]
columns-container	[2, 15, 462, 2573]
item-tag	[291, 337, 345, 346]
news-item	[119, 975, 173, 1295]
news-item	[176, 15, 230, 335]
item-number: 16	[291, 18, 305, 26]
item-number: 5	[406, 1297, 420, 1306]
news-item	[176, 975, 230, 1295]
item-body-text: اسلام آباد حکومت نے ملک میں جاری ترقیاتی منصوبوں کا جائزہ لیتے ہوئے اعلان کیا کہ عوام کو ریلیف فراہم کرنے کے لیے اقدامات کیے جائیں گے وزیراعظم نے کہا کہ پاکستان کی معیشت بہتری کی جانب گامزن ہے اور آئندہ سال مزید بہتر نتائج سامنے آئیں گے صوبائی حکومت نے بھی عوامی مسائل کے حل کے لیے کمیٹی تشکیل دے دی ہے جو جلد اپنی رپورٹ پیش کرے گی اسلام آباد حکومت نے ملک میں جاری ترقیاتی منصوبوں کا جائزہ لیتے ہوئے اعلان کیا کہ عوام کو ریلیف فراہم کرنے کے لیے اقدامات کیے جائیں گے وزیراعظم نے کہا کہ پاکستان کی معیشت بہتری کی جانب گامزن ہے اور آئندہ سال مزید بہتر نتائج سامنے آئیں گے صوبائی حکومت نے بھی عوامی مسائل کے حل کے لیے کمیٹی تشکیل دے دی ہے جو جلد اپنی رپورٹ پیش کرے گی اسلام آباد حکومت نے ملک میں جاری ترقیاتی منصوبوں کا جائزہ لیتے ہوئے اعلان کیا کہ عوام کو ریلیف فراہم کرنے کے لیے اقدامات کیے جائیں گے وزیراعظم نے کہا کہ پاکستان کی معیشت بہتری کی جانب گامزن ہے اور آئندہ سال مزید بہتر نتائج سامنے آئیں گے صوبائی حکومت نے بھی عوامی مسائل کے حل کے لیے کمیٹی تشکیل دے دی ہے جو جلد اپنی رپورٹ پیش کرے گی اسلام آباد حکومت نے ملک میں جاری ترقیاتی منصوبوں کا جائزہ لیتے ہوئے اعلان کیا کہ عوام کو ریلیف فراہم کرنے کے لیے اقدامات کیے جائیں گے وزیراعظم نے کہا کہ پاکستان کی معیشت بہتری کی جانب گامزن ہے اور آئندہ سال مزید بہتر نتائج سامنے آئیں گے صوبائی حکومت نے بھی عوامی مسائل کے حل کے لیے کمیٹی تشکیل دے دی ہے جو جلد اپنی رپورٹ پیش کرے گی اسلام آباد حکومت نے ملک میں جاری ترقیاتی منصوبوں کا جائزہ لیتے ہوئے اعلان کیا کہ عوام کو ریلیف فراہم کرنے کے لیے اقدامات کیے جائیں گے وزیراعظم نے کہا کہ پاکستان کی معیشت بہتری کی جانب گامزن ہے اور آئندہ سال مزید بہتر نتائج سامنے آئیں گے صوبائی حکومت نے بھی عوامی مسائل کے حل کے لیے کمیٹی تشکیل دے دی ہے جو جلد اپنی رپورٹ پیش کرے گی اسلام آباد حکومت نے ملک میں جاری ترقیاتی منصوبوں کا جائزہ لیتے ہوئے اعلان کیا کہ عوام کو ریلیف فراہم کرنے کے لیے اقدامات کیے جائیں گے وزیراعظم نے کہا کہ پاکستان کی معیشت بہتری کی جانب گامزن ہے اور آئندہ سال مزید بہتر نتائج سامنے آئیں گے صوبائی حکومت نے بھی عوامی مسائل کے حل کے لیے کمیٹی تشکیل دے دی ہے جو جلد اپنی رپورٹ پیش کرے گی	[176, 347, 230, 653]
item-tag	[234, 1297, 288, 1306]
item-tag	[4, 337, 58, 346]
item-number: 39	[4, 18, 17, 26]
item-number: 14	[349, 2257, 362, 2266]
item-number: 12	[349, 1617, 362, 1626]
item-number: 10	[349, 977, 362, 986]
item-tag-label: ڈیفینیشن	[17, 657, 58, 666]
item-number: 33	[119, 977, 132, 986]
item-tag	[61, 337, 115, 346]
item-body-text: اسلام آباد حکومت نے ملک میں جاری ترقیاتی منصوبوں کا جائزہ لیتے ہوئے اعلان کیا کہ عوام کو ریلیف فراہم کرنے کے لیے اقدامات کیے جائیں گے وزیراعظم نے کہا کہ پاکستان کی معیشت بہتری کی جانب گامزن ہے اور آئندہ سال مزید بہتر نتائج سامنے آئیں گے صوبائی حکومت نے بھی عوامی مسائل کے حل کے لیے کمیٹی تشکیل دے دی ہے جو جلد اپنی رپورٹ پیش کرے گی اسلام آباد حکومت نے ملک میں جاری ترقیاتی منصوبوں کا جائزہ لیتے ہوئے اعلان کیا کہ عوام کو ریلیف فراہم کرنے کے لیے اقدامات کیے جائیں گے وزیراعظم نے کہا کہ پاکستان کی معیشت بہتری کی جانب گامزن ہے اور آئندہ سال مزید بہتر نتائج سامنے آئیں گے صوبائی حکومت نے بھی عوامی مسائل کے حل کے لیے کمیٹی تشکیل دے دی ہے جو جلد اپنی رپورٹ پیش کرے گی اسلام آباد حکومت نے ملک میں جاری ترقیاتی منصوبوں کا جائزہ لیتے ہوئے اعلان کیا کہ عوام کو ریلیف فراہم کرنے کے لیے اقدامات کیے جائیں گے وزیراعظم نے کہا کہ پاکستان کی معیشت بہتری کی جانب گامزن ہے اور آئندہ سال مزید بہتر نتائج سامنے آئیں گے صوبائی حکومت نے بھی عوامی مسائل کے حل کے لیے کمیٹی تشکیل دے دی ہے جو جلد اپنی رپورٹ پیش کرے گی اسلام آباد حکومت نے ملک میں جاری ترقیاتی منصوبوں کا جائزہ لیتے ہوئے اعلان کیا کہ عوام کو ریلیف فراہم کرنے کے لیے اقدامات کیے جائیں گے وزیراعظم نے کہا کہ پاکستان کی معیشت بہتری کی جانب گامزن ہے اور آئندہ سال مزید بہتر نتائج سامنے آئیں گے صوبائی حکومت نے بھی عوامی مسائل کے حل کے لیے کمیٹی تشکیل دے دی ہے جو جلد اپنی رپورٹ پیش کرے گی اسلام آباد حکومت نے ملک میں جاری ترقیاتی منصوبوں کا جائزہ لیتے ہوئے اعلان کیا کہ عوام کو ریلیف فراہم کرنے کے لیے اقدامات کیے جائیں گے وزیراعظم نے کہا کہ پاکستان کی معیشت بہتری کی جانب گامزن ہے اور آئندہ سال مزید بہتر نتائج سامنے آئیں گے صوبائی حکومت نے بھی عوامی مسائل کے حل کے لیے کمیٹی تشکیل دے دی ہے جو جلد اپنی رپورٹ پیش کرے گی اسلام آباد حکومت نے ملک میں جاری ترقیاتی منصوبوں کا جائزہ لیتے ہوئے اعلان کیا کہ عوام کو ریلیف فراہم کرنے کے لیے اقدامات کیے جائیں گے وزیراعظم نے کہا کہ پاکستان کی معیشت بہتری کی جانب گامزن ہے اور آئندہ سال مزید بہتر نتائج سامنے آئیں گے صوبائی حکومت نے بھی عوامی مسائل کے حل کے لیے کمیٹی تشکیل دے دی ہے جو جلد اپنی رپورٹ پیش کرے گی	[4, 1946, 58, 2253]
item-number: 34	[61, 18, 75, 26]
item-tag	[119, 977, 173, 986]
item-tag-label: ڈیفینیشن	[362, 657, 403, 666]
item-body-text: اسلام آباد حکومت نے ملک میں جاری ترقیاتی منصوبوں کا جائزہ لیتے ہوئے اعلان کیا کہ عوام کو ریلیف فراہم کرنے کے لیے اقدامات کیے جائیں گے وزیراعظم نے کہا کہ پاکستان کی معیشت بہتری کی جانب گامزن ہے اور آئندہ سال مزید بہتر نتائج سامنے آئیں گے صوبائی حکومت نے بھی عوامی مسائل کے حل کے لیے کمیٹی تشکیل دے دی ہے جو جلد اپنی رپورٹ پیش کرے گی اسلام آباد حکومت نے ملک میں جاری ترقیاتی منصوبوں کا جائزہ لیتے ہوئے اعلان کیا کہ عوام کو ریلیف فراہم کرنے کے لیے اقدامات کیے جائیں گے وزیراعظم نے کہا کہ پاکستان کی معیشت بہتری کی جانب گامزن ہے اور آئندہ سال مزید بہتر نتائج سامنے آئیں گے صوبائی حکومت نے بھی عوامی مسائل کے حل کے لیے کمیٹی تشکیل دے دی ہے جو جلد اپنی رپورٹ پیش کرے گی اسلام آباد حکومت نے ملک میں جاری ترقیاتی منصوبوں کا جائزہ لیتے ہوئے اعلان کیا کہ عوام کو ریلیف فراہم کرنے کے لیے اقدامات کیے جائیں گے وزیراعظم نے کہا کہ پاکستان کی معیشت بہتری کی جانب گامزن ہے اور آئندہ سال مزید بہتر نتائج سامنے آئیں گے صوبائی حکومت نے بھی عوامی مسائل کے حل کے لیے کمیٹی تشکیل دے دی ہے جو جلد اپنی رپورٹ پیش کرے گی اسلام آباد حکومت نے ملک میں جاری ترقیاتی منصوبوں کا جائزہ لیتے ہوئے اعلان کیا کہ عوام کو ریلیف فراہم کرنے کے لیے اقدامات کیے جائیں گے وزیراعظم نے کہا کہ پاکستان کی معیشت بہتری کی جانب گامزن ہے اور آئندہ سال مزید بہتر نتائج سامنے آئیں گے صوبائی حکومت نے بھی عوامی مسائل کے حل کے لیے کمیٹی تشکیل دے دی ہے جو جلد اپنی رپورٹ پیش کرے گی اسلام آباد حکومت نے ملک میں جاری ترقیاتی منصوبوں کا جائزہ لیتے ہوئے اعلان کیا کہ عوام کو ریلیف فراہم کرنے کے لیے اقدامات کیے جائیں گے وزیراعظم نے کہا کہ پاکستان کی معیشت بہتری کی جانب گامزن ہے اور آئندہ سال مزید بہتر نتائج سامنے آئیں گے صوبائی حکومت نے بھی عوامی مسائل کے حل کے لیے کمیٹی تشکیل دے دی ہے جو جلد اپنی رپورٹ پیش کرے گی اسلام آباد حکومت نے ملک میں جاری ترقیاتی منصوبوں کا جائزہ لیتے ہوئے اعلان کیا کہ عوام کو ریلیف فراہم کرنے کے لیے اقدامات کیے جائیں گے وزیراعظم نے کہا کہ پاکستان کی معیشت بہتری کی جانب گامزن ہے اور آئندہ سال مزید بہتر نتائج سامنے آئیں گے صوبائی حکومت نے بھی عوامی مسائل کے حل کے لیے کمیٹی تشکیل دے دی ہے جو جلد اپنی رپورٹ پیش کرے گی	[406, 667, 460, 973]
item-number: 44	[4, 1617, 17, 1626]
item-number: 29	[176, 977, 190, 986]
item-tag-label: ڈیفینیشن	[362, 2257, 403, 2266]
news-item	[349, 1295, 403, 1615]
item-body-text: اسلام آباد حکومت نے ملک میں جاری ترقیاتی منصوبوں کا جائزہ لیتے ہوئے اعلان کیا کہ عوام کو ریلیف فراہم کرنے کے لیے اقدامات کیے جائیں گے وزیراعظم نے کہا کہ پاکستان کی معیشت بہتری کی جانب گامزن ہے اور آئندہ سال مزید بہتر نتائج سامنے آئیں گے صوبائی حکومت نے بھی عوامی مسائل کے حل کے لیے کمیٹی تشکیل دے دی ہے جو جلد اپنی رپورٹ پیش کرے گی اسلام آباد حکومت نے ملک میں جاری ترقیاتی منصوبوں کا جائزہ لیتے ہوئے اعلان کیا کہ عوام کو ریلیف فراہم کرنے کے لیے اقدامات کیے جائیں گے وزیراعظم نے کہا کہ پاکستان کی معیشت بہتری کی جانب گامزن ہے اور آئندہ سال مزید بہتر نتائج سامنے آئیں گے صوبائی حکومت نے بھی عوامی مسائل کے حل کے لیے کمیٹی تشکیل دے دی ہے جو جلد اپنی رپورٹ پیش کرے گی اسلام آباد حکومت نے ملک میں جاری ترقیاتی منصوبوں کا جائزہ لیتے ہوئے اعلان کیا کہ عوام کو ریلیف فراہم کرنے کے لیے اقدامات کیے جائیں گے وزیراعظم نے کہا کہ پاکستان کی معیشت بہتری کی جانب گامزن ہے اور آئندہ سال مزید بہتر نتائج سامنے آئیں گے صوبائی حکومت نے بھی عوامی مسائل کے حل کے لیے کمیٹی تشکیل دے دی ہے جو جلد اپنی رپورٹ پیش کرے گی اسلام آباد حکومت نے ملک میں جاری ترقیاتی منصوبوں کا جائزہ لیتے ہوئے اعلان کیا کہ عوام کو ریلیف فراہم کرنے کے لیے اقدامات کیے جائیں گے وزیراعظم نے کہا کہ پاکستان کی معیشت بہتری کی جانب گامزن ہے اور آئندہ سال مزید بہتر نتائج سامنے آئیں گے صوبائی حکومت نے بھی عوامی مسائل کے حل کے لیے کمیٹی تشکیل دے دی ہے جو جلد اپنی رپورٹ پیش کرے گی اسلام آباد حکومت نے ملک میں جاری ترقیاتی منصوبوں کا جائزہ لیتے ہوئے اعلان کیا کہ عوام کو ریلیف فراہم کرنے کے لیے اقدامات کیے جائیں گے وزیراعظم نے کہا کہ پاکستان کی معیشت بہتری کی جانب گامزن ہے اور آئندہ سال مزید بہتر نتائج سامنے آئیں گے صوبائی حکومت نے بھی عوامی مسائل کے حل کے لیے کمیٹی تشکیل دے دی ہے جو جلد اپنی رپورٹ پیش کرے گی اسلام آباد حکومت نے ملک میں جاری ترقیاتی منصوبوں کا جائزہ لیتے ہوئے اعلان کیا کہ عوام کو ریلیف فراہم کرنے کے لیے اقدامات کیے جائیں گے وزیراعظم نے کہا کہ پاکستان کی معیشت بہتری کی جانب گامزن ہے اور آئندہ سال مزید بہتر نتائج سامنے آئیں گے صوبائی حکومت نے بھی عوامی مسائل کے حل کے لیے کمیٹی تشکیل دے دی ہے جو جلد اپنی رپورٹ پیش کرے گی	[234, 1626, 288, 1933]
item-tag-label: ڈیفینیشن	[17, 1937, 58, 1946]
item-tag-label: ڈیفینیشن	[75, 1297, 115, 1306]
item-body-text: اسلام آباد حکومت نے ملک میں جاری ترقیاتی منصوبوں کا جائزہ لیتے ہوئے اعلان کیا کہ عوام کو ریلیف فراہم کرنے کے لیے اقدامات کیے جائیں گے وزیراعظم نے کہا کہ پاکستان کی معیشت بہتری کی جانب گامزن ہے اور آئندہ سال مزید بہتر نتائج سامنے آئیں گے صوبائی حکومت نے بھی عوامی مسائل کے حل کے لیے کمیٹی تشکیل دے دی ہے جو جلد اپنی رپورٹ پیش کرے گی اسلام آباد حکومت نے ملک میں جاری ترقیاتی منصوبوں کا جائزہ لیتے ہوئے اعلان کیا کہ عوام کو ریلیف فراہم کرنے کے لیے اقدامات کیے جائیں گے وزیراعظم نے کہا کہ پاکستان کی معیشت بہتری کی جانب گامزن ہے اور آئندہ سال مزید بہتر نتائج سامنے آئیں گے صوبائی حکومت نے بھی عوامی مسائل کے حل کے لیے کمیٹی تشکیل دے دی ہے جو جلد اپنی رپورٹ پیش کرے گی اسلام آباد حکومت نے ملک میں جاری ترقیاتی منصوبوں کا جائزہ لیتے ہوئے اعلان کیا کہ عوام کو ریلیف فراہم کرنے کے لیے اقدامات کیے جائیں گے وزیراعظم نے کہا کہ پاکستان کی معیشت بہتری کی جانب گامزن ہے اور آئندہ سال مزید بہتر نتائج سامنے آئیں گے صوبائی حکومت نے بھی عوامی مسائل کے حل کے لیے کمیٹی تشکیل دے دی ہے جو جلد اپنی رپورٹ پیش کرے گی اسلام آباد حکومت نے ملک میں جاری ترقیاتی منصوبوں کا جائزہ لیتے ہوئے اعلان کیا کہ عوام کو ریلیف فراہم کرنے کے لیے اقدامات کیے جائیں گے وزیراعظم نے کہا کہ پاکستان کی معیشت بہتری کی جانب گامزن ہے اور آئندہ سال مزید بہتر نتائج سامنے آئیں گے صوبائی حکومت نے بھی عوامی مسائل کے حل کے لیے کمیٹی تشکیل دے دی ہے جو جلد اپنی رپورٹ پیش کرے گی اسلام آباد حکومت نے ملک میں جاری ترقیاتی منصوبوں کا جائزہ لیتے ہوئے اعلان کیا کہ عوام کو ریلیف فراہم کرنے کے لیے اقدامات کیے جائیں گے وزیراعظم نے کہا کہ پاکستان کی معیشت بہتری کی جانب گامزن ہے اور آئندہ سال مزید بہتر نتائج سامنے آئیں گے صوبائی حکومت نے بھی عوامی مسائل کے حل کے لیے کمیٹی تشکیل دے دی ہے جو جلد اپنی رپورٹ پیش کرے گی اسلام آباد حکومت نے ملک میں جاری ترقیاتی منصوبوں کا جائزہ لیتے ہوئے اعلان کیا کہ عوام کو ریلیف فراہم کرنے کے لیے اقدامات کیے جائیں گے وزیراعظم نے کہا کہ پاکستان کی معیشت بہتری کی جانب گامزن ہے اور آئندہ سال مزید بہتر نتائج سامنے آئیں گے صوبائی حکومت نے بھی عوامی مسائل کے حل کے لیے کمیٹی تشکیل دے دی ہے جو جلد اپنی رپورٹ پیش کرے گی	[4, 987, 58, 1293]
news-item	[291, 15, 345, 335]
item-tag	[61, 657, 115, 666]
item-tag	[4, 1617, 58, 1626]
news-item	[234, 655, 288, 975]
news-item	[349, 335, 403, 655]
item-body-text: اسلام آباد حکومت نے ملک میں جاری ترقیاتی منصوبوں کا جائزہ لیتے ہوئے اعلان کیا کہ عوام کو ریلیف فراہم کرنے کے لیے اقدامات کیے جائیں گے وزیراعظم نے کہا کہ پاکستان کی معیشت بہتری کی جانب گامزن ہے اور آئندہ سال مزید بہتر نتائج سامنے آئیں گے صوبائی حکومت نے بھی عوامی مسائل کے حل کے لیے کمیٹی تشکیل دے دی ہے جو جلد اپنی رپورٹ پیش کرے گی اسلام آباد حکومت نے ملک میں جاری ترقیاتی منصوبوں کا جائزہ لیتے ہوئے اعلان کیا کہ عوام کو ریلیف فراہم کرنے کے لیے اقدامات کیے جائیں گے وزیراعظم نے کہا کہ پاکستان کی معیشت بہتری کی جانب گامزن ہے اور آئندہ سال مزید بہتر نتائج سامنے آئیں گے صوبائی حکومت نے بھی عوامی مسائل کے حل کے لیے کمیٹی تشکیل دے دی ہے جو جلد اپنی رپورٹ پیش کرے گی اسلام آباد حکومت نے ملک میں جاری ترقیاتی منصوبوں کا جائزہ لیتے ہوئے اعلان کیا کہ عوام کو ریلیف فراہم کرنے کے لیے اقدامات کیے جائیں گے وزیراعظم نے کہا کہ پاکستان کی معیشت بہتری کی جانب گامزن ہے اور آئندہ سال مزید بہتر نتائج سامنے آئیں گے صوبائی حکومت نے بھی عوامی مسائل کے حل کے لیے کمیٹی تشکیل دے دی ہے جو جلد اپنی رپورٹ پیش کرے گی اسلام آباد حکومت نے ملک میں جاری ترقیاتی منصوبوں کا جائزہ لیتے ہوئے اعلان کیا کہ عوام کو ریلیف فراہم کرنے کے لیے اقدامات کیے جائیں گے وزیراعظم نے کہا کہ پاکستان کی معیشت بہتری کی جانب گامزن ہے اور آئندہ سال مزید بہتر نتائج سامنے آئیں گے صوبائی حکومت نے بھی عوامی مسائل کے حل کے لیے کمیٹی تشکیل دے دی ہے جو جلد اپنی رپورٹ پیش کرے گی اسلام آباد حکومت نے ملک میں جاری ترقیاتی منصوبوں کا جائزہ لیتے ہوئے اعلان کیا کہ عوام کو ریلیف فراہم کرنے کے لیے اقدامات کیے جائیں گے وزیراعظم نے کہا کہ پاکستان کی معیشت بہتری کی جانب گامزن ہے اور آئندہ سال مزید بہتر نتائج سامنے آئیں گے صوبائی حکومت نے بھی عوامی مسائل کے حل کے لیے کمیٹی تشکیل دے دی ہے جو جلد اپنی رپورٹ پیش کرے گی اسلام آباد حکومت نے ملک میں جاری ترقیاتی منصوبوں کا جائزہ لیتے ہوئے اعلان کیا کہ عوام کو ریلیف فراہم کرنے کے لیے اقدامات کیے جائیں گے وزیراعظم نے کہا کہ پاکستان کی معیشت بہتری کی جانب گامزن ہے اور آئندہ سال مزید بہتر نتائج سامنے آئیں گے صوبائی حکومت نے بھی عوامی مسائل کے حل کے لیے کمیٹی تشکیل دے دی ہے جو جلد اپنی رپورٹ پیش کرے گی	[4, 2266, 58, 2573]
item-tag-label: ڈیفینیشن	[75, 18, 115, 26]
news-item	[4, 1295, 58, 1615]
news-item	[291, 975, 345, 1295]
item-body-text: اسلام آباد حکومت نے ملک میں جاری ترقیاتی منصوبوں کا جائزہ لیتے ہوئے اعلان کیا کہ عوام کو ریلیف فراہم کرنے کے لیے اقدامات کیے جائیں گے وزیراعظم نے کہا کہ پاکستان کی معیشت بہتری کی جانب گامزن ہے اور آئندہ سال مزید بہتر نتائج سامنے آئیں گے صوبائی حکومت نے بھی عوامی مسائل کے حل کے لیے کمیٹی تشکیل دے دی ہے جو جلد اپنی رپورٹ پیش کرے گی اسلام آباد حکومت نے ملک میں جاری ترقیاتی منصوبوں کا جائزہ لیتے ہوئے اعلان کیا کہ عوام کو ریلیف فراہم کرنے کے لیے اقدامات کیے جائیں گے وزیراعظم نے کہا کہ پاکستان کی معیشت بہتری کی جانب گامزن ہے اور آئندہ سال مزید بہتر نتائج سامنے آئیں گے صوبائی حکومت نے بھی عوامی مسائل کے حل کے لیے کمیٹی تشکیل دے دی ہے جو جلد اپنی رپورٹ پیش کرے گی اسلام آباد حکومت نے ملک میں جاری ترقیاتی منصوبوں کا جائزہ لیتے ہوئے اعلان کیا کہ عوام کو ریلیف فراہم کرنے کے لیے اقدامات کیے جائیں گے وزیراعظم نے کہا کہ پاکستان کی معیشت بہتری کی جانب گامزن ہے اور آئندہ سال مزید بہتر نتائج سامنے آئیں گے صوبائی حکومت نے بھی عوامی مسائل کے حل کے لیے کمیٹی تشکیل دے دی ہے جو جلد اپنی رپورٹ پیش کرے گی اسلام آباد حکومت نے ملک میں جاری ترقیاتی منصوبوں کا جائزہ لیتے ہوئے اعلان کیا کہ عوام کو ریلیف فراہم کرنے کے لیے اقدامات کیے جائیں گے وزیراعظم نے کہا کہ پاکستان کی معیشت بہتری کی جانب گامزن ہے اور آئندہ سال مزید بہتر نتائج سامنے آئیں گے صوبائی حکومت نے بھی عوامی مسائل کے حل کے لیے کمیٹی تشکیل دے دی ہے جو جلد اپنی رپورٹ پیش کرے گی اسلام آباد حکومت نے ملک میں جاری ترقیاتی منصوبوں کا جائزہ لیتے ہوئے اعلان کیا کہ عوام کو ریلیف فراہم کرنے کے لیے اقدامات کیے جائیں گے وزیراعظم نے کہا کہ پاکستان کی معیشت بہتری کی جانب گامزن ہے اور آئندہ سال مزید بہتر نتائج سامنے آئیں گے صوبائی حکومت نے بھی عوامی مسائل کے حل کے لیے کمیٹی تشکیل دے دی ہے جو جلد اپنی رپورٹ پیش کرے گی اسلام آباد حکومت نے ملک میں جاری ترقیاتی منصوبوں کا جائزہ لیتے ہوئے اعلان کیا کہ عوام کو ریلیف فراہم کرنے کے لیے اقدامات کیے جائیں گے وزیراعظم نے کہا کہ پاکستان کی معیشت بہتری کی جانب گامزن ہے اور آئندہ سال مزید بہتر نتائج سامنے آئیں گے صوبائی حکومت نے بھی عوامی مسائل کے حل کے لیے کمیٹی تشکیل دے دی ہے جو جلد اپنی رپورٹ پیش کرے گی	[61, 27, 115, 333]
item-tag	[4, 1297, 58, 1306]
news-item	[349, 975, 403, 1295]
item-tag-label: ڈیفینیشن	[420, 977, 460, 986]
item-number: 23	[234, 977, 247, 986]
item-body-text: اسلام آباد حکومت نے ملک میں جاری ترقیاتی منصوبوں کا جائزہ لیتے ہوئے اعلان کیا کہ عوام کو ریلیف فراہم کرنے کے لیے اقدامات کیے جائیں گے وزیراعظم نے کہا کہ پاکستان کی معیشت بہتری کی جانب گامزن ہے اور آئندہ سال مزید بہتر نتائج سامنے آئیں گے صوبائی حکومت نے بھی عوامی مسائل کے حل کے لیے کمیٹی تشکیل دے دی ہے جو جلد اپنی رپورٹ پیش کرے گی اسلام آباد حکومت نے ملک میں جاری ترقیاتی منصوبوں کا جائزہ لیتے ہوئے اعلان کیا کہ عوام کو ریلیف فراہم کرنے کے لیے اقدامات کیے جائیں گے وزیراعظم نے کہا کہ پاکستان کی معیشت بہتری کی جانب گامزن ہے اور آئندہ سال مزید بہتر نتائج سامنے آئیں گے صوبائی حکومت نے بھی عوامی مسائل کے حل کے لیے کمیٹی تشکیل دے دی ہے جو جلد اپنی رپورٹ پیش کرے گی اسلام آباد حکومت نے ملک میں جاری ترقیاتی منصوبوں کا جائزہ لیتے ہوئے اعلان کیا کہ عوام کو ریلیف فراہم کرنے کے لیے اقدامات کیے جائیں گے وزیراعظم نے کہا کہ پاکستان کی معیشت بہتری کی جانب گامزن ہے اور آئندہ سال مزید بہتر نتائج سامنے آئیں گے صوبائی حکومت نے بھی عوامی مسائل کے حل کے لیے کمیٹی تشکیل دے دی ہے جو جلد اپنی رپورٹ پیش کرے گی اسلام آباد حکومت نے ملک میں جاری ترقیاتی منصوبوں کا جائزہ لیتے ہوئے اعلان کیا کہ عوام کو ریلیف فراہم کرنے کے لیے اقدامات کیے جائیں گے وزیراعظم نے کہا کہ پاکستان کی معیشت بہتری کی جانب گامزن ہے اور آئندہ سال مزید بہتر نتائج سامنے آئیں گے صوبائی حکومت نے بھی عوامی مسائل کے حل کے لیے کمیٹی تشکیل دے دی ہے جو جلد اپنی رپورٹ پیش کرے گی اسلام آباد حکومت نے ملک میں جاری ترقیاتی منصوبوں کا جائزہ لیتے ہوئے اعلان کیا کہ عوام کو ریلیف فراہم کرنے کے لیے اقدامات کیے جائیں گے وزیراعظم نے کہا کہ پاکستان کی معیشت بہتری کی جانب گامزن ہے اور آئندہ سال مزید بہتر نتائج سامنے آئیں گے صوبائی حکومت نے بھی عوامی مسائل کے حل کے لیے کمیٹی تشکیل دے دی ہے جو جلد اپنی رپورٹ پیش کرے گی اسلام آباد حکومت نے ملک میں جاری ترقیاتی منصوبوں کا جائزہ لیتے ہوئے اعلان کیا کہ عوام کو ریلیف فراہم کرنے کے لیے اقدامات کیے جائیں گے وزیراعظم نے کہا کہ پاکستان کی معیشت بہتری کی جانب گامزن ہے اور آئندہ سال مزید بہتر نتائج سامنے آئیں گے صوبائی حکومت نے بھی عوامی مسائل کے حل کے لیے کمیٹی تشکیل دے دی ہے جو جلد اپنی رپورٹ پیش کرے گی	[176, 987, 230, 1293]
item-tag	[61, 977, 115, 986]
item-number: 1	[406, 18, 420, 26]
item-number: 22	[234, 657, 247, 666]
item-number: 31	[119, 337, 132, 346]
item-tag	[349, 18, 403, 26]
item-number: 3	[406, 657, 420, 666]
news-item	[234, 1295, 288, 1615]
item-tag-label: ڈیفینیشن	[190, 18, 230, 26]
item-number: 11	[349, 1297, 362, 1306]
item-body-text: اسلام آباد حکومت نے ملک میں جاری ترقیاتی منصوبوں کا جائزہ لیتے ہوئے اعلان کیا کہ عوام کو ریلیف فراہم کرنے کے لیے اقدامات کیے جائیں گے وزیراعظم نے کہا کہ پاکستان کی معیشت بہتری کی جانب گامزن ہے اور آئندہ سال مزید بہتر نتائج سامنے آئیں گے صوبائی حکومت نے بھی عوامی مسائل کے حل کے لیے کمیٹی تشکیل دے دی ہے جو جلد اپنی رپورٹ پیش کرے گی اسلام آباد حکومت نے ملک میں جاری ترقیاتی منصوبوں کا جائزہ لیتے ہوئے اعلان کیا کہ عوام کو ریلیف فراہم کرنے کے لیے اقدامات کیے جائیں گے وزیراعظم نے کہا کہ پاکستان کی معیشت بہتری کی جانب گامزن ہے اور آئندہ سال مزید بہتر نتائج سامنے آئیں گے صوبائی حکومت نے بھی عوامی مسائل کے حل کے لیے کمیٹی تشکیل دے دی ہے جو جلد اپنی رپورٹ پیش کرے گی اسلام آباد حکومت نے ملک میں جاری ترقیاتی منصوبوں کا جائزہ لیتے ہوئے اعلان کیا کہ عوام کو ریلیف فراہم کرنے کے لیے اقدامات کیے جائیں گے وزیراعظم نے کہا کہ پاکستان کی معیشت بہتری کی جانب گامزن ہے اور آئندہ سال مزید بہتر نتائج سامنے آئیں گے صوبائی حکومت نے بھی عوامی مسائل کے حل کے لیے کمیٹی تشکیل دے دی ہے جو جلد اپنی رپورٹ پیش کرے گی اسلام آباد حکومت نے ملک میں جاری ترقیاتی منصوبوں کا جائزہ لیتے ہوئے اعلان کیا کہ عوام کو ریلیف فراہم کرنے کے لیے اقدامات کیے جائیں گے وزیراعظم نے کہا کہ پاکستان کی معیشت بہتری کی جانب گامزن ہے اور آئندہ سال مزید بہتر نتائج سامنے آئیں گے صوبائی حکومت نے بھی عوامی مسائل کے حل کے لیے کمیٹی تشکیل دے دی ہے جو جلد اپنی رپورٹ پیش کرے گی اسلام آباد حکومت نے ملک میں جاری ترقیاتی منصوبوں کا جائزہ لیتے ہوئے اعلان کیا کہ عوام کو ریلیف فراہم کرنے کے لیے اقدامات کیے جائیں گے وزیراعظم نے کہا کہ پاکستان کی معیشت بہتری کی جانب گامزن ہے اور آئندہ سال مزید بہتر نتائج سامنے آئیں گے صوبائی حکومت نے بھی عوامی مسائل کے حل کے لیے کمیٹی تشکیل دے دی ہے جو جلد اپنی رپورٹ پیش کرے گی اسلام آباد حکومت نے ملک میں جاری ترقیاتی منصوبوں کا جائزہ لیتے ہوئے اعلان کیا کہ عوام کو ریلیف فراہم کرنے کے لیے اقدامات کیے جائیں گے وزیراعظم نے کہا کہ پاکستان کی معیشت بہتری کی جانب گامزن ہے اور آئندہ سال مزید بہتر نتائج سامنے آئیں گے صوبائی حکومت نے بھی عوامی مسائل کے حل کے لیے کمیٹی تشکیل دے دی ہے جو جلد اپنی رپورٹ پیش کرے گی	[119, 347, 173, 653]
news-item	[4, 975, 58, 1295]
news-item	[349, 1615, 403, 1935]
item-tag-label: ڈیفینیشن	[132, 657, 173, 666]
item-tag-label: ڈیفینیشن	[75, 657, 115, 666]
item-tag	[349, 337, 403, 346]
news-column	[117, 15, 174, 1293]
item-tag-label: ڈیفینیشن	[362, 18, 403, 26]
item-body-text: اسلام آباد حکومت نے ملک میں جاری ترقیاتی منصوبوں کا جائزہ لیتے ہوئے اعلان کیا کہ عوام کو ریلیف فراہم کرنے کے لیے اقدامات کیے جائیں گے وزیراعظم نے کہا کہ پاکستان کی معیشت بہتری کی جانب گامزن ہے اور آئندہ سال مزید بہتر نتائج سامنے آئیں گے صوبائی حکومت نے بھی عوامی مسائل کے حل کے لیے کمیٹی تشکیل دے دی ہے جو جلد اپنی رپورٹ پیش کرے گی اسلام آباد حکومت نے ملک میں جاری ترقیاتی منصوبوں کا جائزہ لیتے ہوئے اعلان کیا کہ عوام کو ریلیف فراہم کرنے کے لیے اقدامات کیے جائیں گے وزیراعظم نے کہا کہ پاکستان کی معیشت بہتری کی جانب گامزن ہے اور آئندہ سال مزید بہتر نتائج سامنے آئیں گے صوبائی حکومت نے بھی عوامی مسائل کے حل کے لیے کمیٹی تشکیل دے دی ہے جو جلد اپنی رپورٹ پیش کرے گی اسلام آباد حکومت نے ملک میں جاری ترقیاتی منصوبوں کا جائزہ لیتے ہوئے اعلان کیا کہ عوام کو ریلیف فراہم کرنے کے لیے اقدامات کیے جائیں گے وزیراعظم نے کہا کہ پاکستان کی معیشت بہتری کی جانب گامزن ہے اور آئندہ سال مزید بہتر نتائج سامنے آئیں گے صوبائی حکومت نے بھی عوامی مسائل کے حل کے لیے کمیٹی تشکیل دے دی ہے جو جلد اپنی رپورٹ پیش کرے گی اسلام آباد حکومت نے ملک میں جاری ترقیاتی منصوبوں کا جائزہ لیتے ہوئے اعلان کیا کہ عوام کو ریلیف فراہم کرنے کے لیے اقدامات کیے جائیں گے وزیراعظم نے کہا کہ پاکستان کی معیشت بہتری کی جانب گامزن ہے اور آئندہ سال مزید بہتر نتائج سامنے آئیں گے صوبائی حکومت نے بھی عوامی مسائل کے حل کے لیے کمیٹی تشکیل دے دی ہے جو جلد اپنی رپورٹ پیش کرے گی اسلام آباد حکومت نے ملک میں جاری ترقیاتی منصوبوں کا جائزہ لیتے ہوئے اعلان کیا کہ عوام کو ریلیف فراہم کرنے کے لیے اقدامات کیے جائیں گے وزیراعظم نے کہا کہ پاکستان کی معیشت بہتری کی جانب گامزن ہے اور آئندہ سال مزید بہتر نتائج سامنے آئیں گے صوبائی حکومت نے بھی عوامی مسائل کے حل کے لیے کمیٹی تشکیل دے دی ہے جو جلد اپنی رپورٹ پیش کرے گی اسلام آباد حکومت نے ملک میں جاری ترقیاتی منصوبوں کا جائزہ لیتے ہوئے اعلان کیا کہ عوام کو ریلیف فراہم کرنے کے لیے اقدامات کیے جائیں گے وزیراعظم نے کہا کہ پاکستان کی معیشت بہتری کی جانب گامزن ہے اور آئندہ سال مزید بہتر نتائج سامنے آئیں گے صوبائی حکومت نے بھی عوامی مسائل کے حل کے لیے کمیٹی تشکیل دے دی ہے جو جلد اپنی رپورٹ پیش کرے گی	[291, 667, 345, 973]
item-tag-label: ڈیفینیشن	[362, 1617, 403, 1626]
item-body-text: اسلام آباد حکومت نے ملک میں جاری ترقیاتی منصوبوں کا جائزہ لیتے ہوئے اعلان کیا کہ عوام کو ریلیف فراہم کرنے کے لیے اقدامات کیے جائیں گے وزیراعظم نے کہا کہ پاکستان کی معیشت بہتری کی جانب گامزن ہے اور آئندہ سال مزید بہتر نتائج سامنے آئیں گے صوبائی حکومت نے بھی عوامی مسائل کے حل کے لیے کمیٹی تشکیل دے دی ہے جو جلد اپنی رپورٹ پیش کرے گی اسلام آباد حکومت نے ملک میں جاری ترقیاتی منصوبوں کا جائزہ لیتے ہوئے اعلان کیا کہ عوام کو ریلیف فراہم کرنے کے لیے اقدامات کیے جائیں گے وزیراعظم نے کہا کہ پاکستان کی معیشت بہتری کی جانب گامزن ہے اور آئندہ سال مزید بہتر نتائج سامنے آئیں گے صوبائی حکومت نے بھی عوامی مسائل کے حل کے لیے کمیٹی تشکیل دے دی ہے جو جلد اپنی رپورٹ پیش کرے گی اسلام آباد حکومت نے ملک میں جاری ترقیاتی منصوبوں کا جائزہ لیتے ہوئے اعلان کیا کہ عوام کو ریلیف فراہم کرنے کے لیے اقدامات کیے جائیں گے وزیراعظم نے کہا کہ پاکستان کی معیشت بہتری کی جانب گامزن ہے اور آئندہ سال مزید بہتر نتائج سامنے آئیں گے صوبائی حکومت نے بھی عوامی مسائل کے حل کے لیے کمیٹی تشکیل دے دی ہے جو جلد اپنی رپورٹ پیش کرے گی اسلام آباد حکومت نے ملک میں جاری ترقیاتی منصوبوں کا جائزہ لیتے ہوئے اعلان کیا کہ عوام کو ریلیف فراہم کرنے کے لیے اقدامات کیے جائیں گے وزیراعظم نے کہا کہ پاکستان کی معیشت بہتری کی جانب گامزن ہے اور آئندہ سال مزید بہتر نتائج سامنے آئیں گے صوبائی حکومت نے بھی عوامی مسائل کے حل کے لیے کمیٹی تشکیل دے دی ہے جو جلد اپنی رپورٹ پیش کرے گی اسلام آباد حکومت نے ملک میں جاری ترقیاتی منصوبوں کا جائزہ لیتے ہوئے اعلان کیا کہ عوام کو ریلیف فراہم کرنے کے لیے اقدامات کیے جائیں گے وزیراعظم نے کہا کہ پاکستان کی معیشت بہتری کی جانب گامزن ہے اور آئندہ سال مزید بہتر نتائج سامنے آئیں گے صوبائی حکومت نے بھی عوامی مسائل کے حل کے لیے کمیٹی تشکیل دے دی ہے جو جلد اپنی رپورٹ پیش کرے گی اسلام آباد حکومت نے ملک میں جاری ترقیاتی منصوبوں کا جائزہ لیتے ہوئے اعلان کیا کہ عوام کو ریلیف فراہم کرنے کے لیے اقدامات کیے جائیں گے وزیراعظم نے کہا کہ پاکستان کی معیشت بہتری کی جانب گامزن ہے اور آئندہ سال مزید بہتر نتائج سامنے آئیں گے صوبائی حکومت نے بھی عوامی مسائل کے حل کے لیے کمیٹی تشکیل دے دی ہے جو جلد اپنی رپورٹ پیش کرے گی	[176, 667, 230, 973]
item-tag	[119, 18, 173, 26]
item-tag-label: ڈیفینیشن	[362, 337, 403, 346]
news-item	[234, 1615, 288, 1935]
news-item	[4, 15, 58, 335]
item-body-text: اسلام آباد حکومت نے ملک میں جاری ترقیاتی منصوبوں کا جائزہ لیتے ہوئے اعلان کیا کہ عوام کو ریلیف فراہم کرنے کے لیے اقدامات کیے جائیں گے وزیراعظم نے کہا کہ پاکستان کی معیشت بہتری کی جانب گامزن ہے اور آئندہ سال مزید بہتر نتائج سامنے آئیں گے صوبائی حکومت نے بھی عوامی مسائل کے حل کے لیے کمیٹی تشکیل دے دی ہے جو جلد اپنی رپورٹ پیش کرے گی اسلام آباد حکومت نے ملک میں جاری ترقیاتی منصوبوں کا جائزہ لیتے ہوئے اعلان کیا کہ عوام کو ریلیف فراہم کرنے کے لیے اقدامات کیے جائیں گے وزیراعظم نے کہا کہ پاکستان کی معیشت بہتری کی جانب گامزن ہے اور آئندہ سال مزید بہتر نتائج سامنے آئیں گے صوبائی حکومت نے بھی عوامی مسائل کے حل کے لیے کمیٹی تشکیل دے دی ہے جو جلد اپنی رپورٹ پیش کرے گی اسلام آباد حکومت نے ملک میں جاری ترقیاتی منصوبوں کا جائزہ لیتے ہوئے اعلان کیا کہ عوام کو ریلیف فراہم کرنے کے لیے اقدامات کیے جائیں گے وزیراعظم نے کہا کہ پاکستان کی معیشت بہتری کی جانب گامزن ہے اور آئندہ سال مزید بہتر نتائج سامنے آئیں گے صوبائی حکومت نے بھی عوامی مسائل کے حل کے لیے کمیٹی تشکیل دے دی ہے جو جلد اپنی رپورٹ پیش کرے گی اسلام آباد حکومت نے ملک میں جاری ترقیاتی منصوبوں کا جائزہ لیتے ہوئے اعلان کیا کہ عوام کو ریلیف فراہم کرنے کے لیے اقدامات کیے جائیں گے وزیراعظم نے کہا کہ پاکستان کی معیشت بہتری کی جانب گامزن ہے اور آئندہ سال مزید بہتر نتائج سامنے آئیں گے صوبائی حکومت نے بھی عوامی مسائل کے حل کے لیے کمیٹی تشکیل دے دی ہے جو جلد اپنی رپورٹ پیش کرے گی اسلام آباد حکومت نے ملک میں جاری ترقیاتی منصوبوں کا جائزہ لیتے ہوئے اعلان کیا کہ عوام کو ریلیف فراہم کرنے کے لیے اقدامات کیے جائیں گے وزیراعظم نے کہا کہ پاکستان کی معیشت بہتری کی جانب گامزن ہے اور آئندہ سال مزید بہتر نتائج سامنے آئیں گے صوبائی حکومت نے بھی عوامی مسائل کے حل کے لیے کمیٹی تشکیل دے دی ہے جو جلد اپنی رپورٹ پیش کرے گی اسلام آباد حکومت نے ملک میں جاری ترقیاتی منصوبوں کا جائزہ لیتے ہوئے اعلان کیا کہ عوام کو ریلیف فراہم کرنے کے لیے اقدامات کیے جائیں گے وزیراعظم نے کہا کہ پاکستان کی معیشت بہتری کی جانب گامزن ہے اور آئندہ سال مزید بہتر نتائج سامنے آئیں گے صوبائی حکومت نے بھی عوامی مسائل کے حل کے لیے کمیٹی تشکیل دے دی ہے جو جلد اپنی رپورٹ پیش کرے گی	[291, 27, 345, 333]
item-tag-label: ڈیفینیشن	[17, 337, 58, 346]
news-item	[4, 2255, 58, 2575]
item-body-text: اسلام آباد حکومت نے ملک میں جاری ترقیاتی منصوبوں کا جائزہ لیتے ہوئے اعلان کیا کہ عوام کو ریلیف فراہم کرنے کے لیے اقدامات کیے جائیں گے وزیراعظم نے کہا کہ پاکستان کی معیشت بہتری کی جانب گامزن ہے اور آئندہ سال مزید بہتر نتائج سامنے آئیں گے صوبائی حکومت نے بھی عوامی مسائل کے حل کے لیے کمیٹی تشکیل دے دی ہے جو جلد اپنی رپورٹ پیش کرے گی اسلام آباد حکومت نے ملک میں جاری ترقیاتی منصوبوں کا جائزہ لیتے ہوئے اعلان کیا کہ عوام کو ریلیف فراہم کرنے کے لیے اقدامات کیے جائیں گے وزیراعظم نے کہا کہ پاکستان کی معیشت بہتری کی جانب گامزن ہے اور آئندہ سال مزید بہتر نتائج سامنے آئیں گے صوبائی حکومت نے بھی عوامی مسائل کے حل کے لیے کمیٹی تشکیل دے دی ہے جو جلد اپنی رپورٹ پیش کرے گی اسلام آباد حکومت نے ملک میں جاری ترقیاتی منصوبوں کا جائزہ لیتے ہوئے اعلان کیا کہ عوام کو ریلیف فراہم کرنے کے لیے اقدامات کیے جائیں گے وزیراعظم نے کہا کہ پاکستان کی معیشت بہتری کی جانب گامزن ہے اور آئندہ سال مزید بہتر نتائج سامنے آئیں گے صوبائی حکومت نے بھی عوامی مسائل کے حل کے لیے کمیٹی تشکیل دے دی ہے جو جلد اپنی رپورٹ پیش کرے گی اسلام آباد حکومت نے ملک میں جاری ترقیاتی منصوبوں کا جائزہ لیتے ہوئے اعلان کیا کہ عوام کو ریلیف فراہم کرنے کے لیے اقدامات کیے جائیں گے وزیراعظم نے کہا کہ پاکستان کی معیشت بہتری کی جانب گامزن ہے اور آئندہ سال مزید بہتر نتائج سامنے آئیں گے صوبائی حکومت نے بھی عوامی مسائل کے حل کے لیے کمیٹی تشکیل دے دی ہے جو جلد اپنی رپورٹ پیش کرے گی اسلام آباد حکومت نے ملک میں جاری ترقیاتی منصوبوں کا جائزہ لیتے ہوئے اعلان کیا کہ عوام کو ریلیف فراہم کرنے کے لیے اقدامات کیے جائیں گے وزیراعظم نے کہا کہ پاکستان کی معیشت بہتری کی جانب گامزن ہے اور آئندہ سال مزید بہتر نتائج سامنے آئیں گے صوبائی حکومت نے بھی عوامی مسائل کے حل کے لیے کمیٹی تشکیل دے دی ہے جو جلد اپنی رپورٹ پیش کرے گی اسلام آباد حکومت نے ملک میں جاری ترقیاتی منصوبوں کا جائزہ لیتے ہوئے اعلان کیا کہ عوام کو ریلیف فراہم کرنے کے لیے اقدامات کیے جائیں گے وزیراعظم نے کہا کہ پاکستان کی معیشت بہتری کی جانب گامزن ہے اور آئندہ سال مزید بہتر نتائج سامنے آئیں گے صوبائی حکومت نے بھی عوامی مسائل کے حل کے لیے کمیٹی تشکیل دے دی ہے جو جلد اپنی رپورٹ پیش کرے گی	[406, 1626, 460, 1933]
item-body-text: اسلام آباد حکومت نے ملک میں جاری ترقیاتی منصوبوں کا جائزہ لیتے ہوئے اعلان کیا کہ عوام کو ریلیف فراہم کرنے کے لیے اقدامات کیے جائیں گے وزیراعظم نے کہا کہ پاکستان کی معیشت بہتری کی جانب گامزن ہے اور آئندہ سال مزید بہتر نتائج سامنے آئیں گے صوبائی حکومت نے بھی عوامی مسائل کے حل کے لیے کمیٹی تشکیل دے دی ہے جو جلد اپنی رپورٹ پیش کرے گی اسلام آباد حکومت نے ملک میں جاری ترقیاتی منصوبوں کا جائزہ لیتے ہوئے اعلان کیا کہ عوام کو ریلیف فراہم کرنے کے لیے اقدامات کیے جائیں گے وزیراعظم نے کہا کہ پاکستان کی معیشت بہتری کی جانب گامزن ہے اور آئندہ سال مزید بہتر نتائج سامنے آئیں گے صوبائی حکومت نے بھی عوامی مسائل کے حل کے لیے کمیٹی تشکیل دے دی ہے جو جلد اپنی رپورٹ پیش کرے گی اسلام آباد حکومت نے ملک میں جاری ترقیاتی منصوبوں کا جائزہ لیتے ہوئے اعلان کیا کہ عوام کو ریلیف فراہم کرنے کے لیے اقدامات کیے جائیں گے وزیراعظم نے کہا کہ پاکستان کی معیشت بہتری کی جانب گامزن ہے اور آئندہ سال مزید بہتر نتائج سامنے آئیں گے صوبائی حکومت نے بھی عوامی مسائل کے حل کے لیے کمیٹی تشکیل دے دی ہے جو جلد اپنی رپورٹ پیش کرے گی اسلام آباد حکومت نے ملک میں جاری ترقیاتی منصوبوں کا جائزہ لیتے ہوئے اعلان کیا کہ عوام کو ریلیف فراہم کرنے کے لیے اقدامات کیے جائیں گے وزیراعظم نے کہا کہ پاکستان کی معیشت بہتری کی جانب گامزن ہے اور آئندہ سال مزید بہتر نتائج سامنے آئیں گے صوبائی حکومت نے بھی عوامی مسائل کے حل کے لیے کمیٹی تشکیل دے دی ہے جو جلد اپنی رپورٹ پیش کرے گی اسلام آباد حکومت نے ملک میں جاری ترقیاتی منصوبوں کا جائزہ لیتے ہوئے اعلان کیا کہ عوام کو ریلیف فراہم کرنے کے لیے اقدامات کیے جائیں گے وزیراعظم نے کہا کہ پاکستان کی معیشت بہتری کی جانب گامزن ہے اور آئندہ سال مزید بہتر نتائج سامنے آئیں گے صوبائی حکومت نے بھی عوامی مسائل کے حل کے لیے کمیٹی تشکیل دے دی ہے جو جلد اپنی رپورٹ پیش کرے گی اسلام آباد حکومت نے ملک میں جاری ترقیاتی منصوبوں کا جائزہ لیتے ہوئے اعلان کیا کہ عوام کو ریلیف فراہم کرنے کے لیے اقدامات کیے جائیں گے وزیراعظم نے کہا کہ پاکستان کی معیشت بہتری کی جانب گامزن ہے اور آئندہ سال مزید بہتر نتائج سامنے آئیں گے صوبائی حکومت نے بھی عوامی مسائل کے حل کے لیے کمیٹی تشکیل دے دی ہے جو جلد اپنی رپورٹ پیش کرے گی	[4, 1626, 58, 1933]
news-item	[61, 335, 115, 655]
item-tag-label: ڈیفینیشن	[247, 1297, 288, 1306]
news-item	[349, 655, 403, 975]
item-tag-label: ڈیفینیشن	[17, 18, 58, 26]
item-body-text: اسلام آباد حکومت نے ملک میں جاری ترقیاتی منصوبوں کا جائزہ لیتے ہوئے اعلان کیا کہ عوام کو ریلیف فراہم کرنے کے لیے اقدامات کیے جائیں گے وزیراعظم نے کہا کہ پاکستان کی معیشت بہتری کی جانب گامزن ہے اور آئندہ سال مزید بہتر نتائج سامنے آئیں گے صوبائی حکومت نے بھی عوامی مسائل کے حل کے لیے کمیٹی تشکیل دے دی ہے جو جلد اپنی رپورٹ پیش کرے گی اسلام آباد حکومت نے ملک میں جاری ترقیاتی منصوبوں کا جائزہ لیتے ہوئے اعلان کیا کہ عوام کو ریلیف فراہم کرنے کے لیے اقدامات کیے جائیں گے وزیراعظم نے کہا کہ پاکستان کی معیشت بہتری کی جانب گامزن ہے اور آئندہ سال مزید بہتر نتائج سامنے آئیں گے صوبائی حکومت نے بھی عوامی مسائل کے حل کے لیے کمیٹی تشکیل دے دی ہے جو جلد اپنی رپورٹ پیش کرے گی اسلام آباد حکومت نے ملک میں جاری ترقیاتی منصوبوں کا جائزہ لیتے ہوئے اعلان کیا کہ عوام کو ریلیف فراہم کرنے کے لیے اقدامات کیے جائیں گے وزیراعظم نے کہا کہ پاکستان کی معیشت بہتری کی جانب گامزن ہے اور آئندہ سال مزید بہتر نتائج سامنے آئیں گے صوبائی حکومت نے بھی عوامی مسائل کے حل کے لیے کمیٹی تشکیل دے دی ہے جو جلد اپنی رپورٹ پیش کرے گی اسلام آباد حکومت نے ملک میں جاری ترقیاتی منصوبوں کا جائزہ لیتے ہوئے اعلان کیا کہ عوام کو ریلیف فراہم کرنے کے لیے اقدامات کیے جائیں گے وزیراعظم نے کہا کہ پاکستان کی معیشت بہتری کی جانب گامزن ہے اور آئندہ سال مزید بہتر نتائج سامنے آئیں گے صوبائی حکومت نے بھی عوامی مسائل کے حل کے لیے کمیٹی تشکیل دے دی ہے جو جلد اپنی رپورٹ پیش کرے گی اسلام آباد حکومت نے ملک میں جاری ترقیاتی منصوبوں کا جائزہ لیتے ہوئے اعلان کیا کہ عوام کو ریلیف فراہم کرنے کے لیے اقدامات کیے جائیں گے وزیراعظم نے کہا کہ پاکستان کی معیشت بہتری کی جانب گامزن ہے اور آئندہ سال مزید بہتر نتائج سامنے آئیں گے صوبائی حکومت نے بھی عوامی مسائل کے حل کے لیے کمیٹی تشکیل دے دی ہے جو جلد اپنی رپورٹ پیش کرے گی اسلام آباد حکومت نے ملک میں جاری ترقیاتی منصوبوں کا جائزہ لیتے ہوئے اعلان کیا کہ عوام کو ریلیف فراہم کرنے کے لیے اقدامات کیے جائیں گے وزیراعظم نے کہا کہ پاکستان کی معیشت بہتری کی جانب گامزن ہے اور آئندہ سال مزید بہتر نتائج سامنے آئیں گے صوبائی حکومت نے بھی عوامی مسائل کے حل کے لیے کمیٹی تشکیل دے دی ہے جو جلد اپنی رپورٹ پیش کرے گی	[61, 987, 115, 1293]
item-tag	[234, 1617, 288, 1626]
news-column	[404, 15, 462, 1933]
news-item	[406, 1295, 460, 1615]
item-tag	[406, 977, 460, 986]
item-tag-label: ڈیفینیشن	[420, 18, 460, 26]
news-item	[349, 2255, 403, 2575]
item-number: 38	[61, 1297, 75, 1306]
news-item	[61, 15, 115, 335]
item-tag	[406, 657, 460, 666]
item-tag-label: ڈیفینیشن	[305, 977, 345, 986]
news-item	[176, 655, 230, 975]
item-tag	[176, 977, 230, 986]
item-tag-label: ڈیفینیشن	[17, 977, 58, 986]
item-number: 30	[119, 18, 132, 26]
item-body-text: اسلام آباد حکومت نے ملک میں جاری ترقیاتی منصوبوں کا جائزہ لیتے ہوئے اعلان کیا کہ عوام کو ریلیف فراہم کرنے کے لیے اقدامات کیے جائیں گے وزیراعظم نے کہا کہ پاکستان کی معیشت بہتری کی جانب گامزن ہے اور آئندہ سال مزید بہتر نتائج سامنے آئیں گے صوبائی حکومت نے بھی عوامی مسائل کے حل کے لیے کمیٹی تشکیل دے دی ہے جو جلد اپنی رپورٹ پیش کرے گی اسلام آباد حکومت نے ملک میں جاری ترقیاتی منصوبوں کا جائزہ لیتے ہوئے اعلان کیا کہ عوام کو ریلیف فراہم کرنے کے لیے اقدامات کیے جائیں گے وزیراعظم نے کہا کہ پاکستان کی معیشت بہتری کی جانب گامزن ہے اور آئندہ سال مزید بہتر نتائج سامنے آئیں گے صوبائی حکومت نے بھی عوامی مسائل کے حل کے لیے کمیٹی تشکیل دے دی ہے جو جلد اپنی رپورٹ پیش کرے گی اسلام آباد حکومت نے ملک میں جاری ترقیاتی منصوبوں کا جائزہ لیتے ہوئے اعلان کیا کہ عوام کو ریلیف فراہم کرنے کے لیے اقدامات کیے جائیں گے وزیراعظم نے کہا کہ پاکستان کی معیشت بہتری کی جانب گامزن ہے اور آئندہ سال مزید بہتر نتائج سامنے آئیں گے صوبائی حکومت نے بھی عوامی مسائل کے حل کے لیے کمیٹی تشکیل دے دی ہے جو جلد اپنی رپورٹ پیش کرے گی اسلام آباد حکومت نے ملک میں جاری ترقیاتی منصوبوں کا جائزہ لیتے ہوئے اعلان کیا کہ عوام کو ریلیف فراہم کرنے کے لیے اقدامات کیے جائیں گے وزیراعظم نے کہا کہ پاکستان کی معیشت بہتری کی جانب گامزن ہے اور آئندہ سال مزید بہتر نتائج سامنے آئیں گے صوبائی حکومت نے بھی عوامی مسائل کے حل کے لیے کمیٹی تشکیل دے دی ہے جو جلد اپنی رپورٹ پیش کرے گی اسلام آباد حکومت نے ملک میں جاری ترقیاتی منصوبوں کا جائزہ لیتے ہوئے اعلان کیا کہ عوام کو ریلیف فراہم کرنے کے لیے اقدامات کیے جائیں گے وزیراعظم نے کہا کہ پاکستان کی معیشت بہتری کی جانب گامزن ہے اور آئندہ سال مزید بہتر نتائج سامنے آئیں گے صوبائی حکومت نے بھی عوامی مسائل کے حل کے لیے کمیٹی تشکیل دے دی ہے جو جلد اپنی رپورٹ پیش کرے گی اسلام آباد حکومت نے ملک میں جاری ترقیاتی منصوبوں کا جائزہ لیتے ہوئے اعلان کیا کہ عوام کو ریلیف فراہم کرنے کے لیے اقدامات کیے جائیں گے وزیراعظم نے کہا کہ پاکستان کی معیشت بہتری کی جانب گامزن ہے اور آئندہ سال مزید بہتر نتائج سامنے آئیں گے صوبائی حکومت نے بھی عوامی مسائل کے حل کے لیے کمیٹی تشکیل دے دی ہے جو جلد اپنی رپورٹ پیش کرے گی	[234, 27, 288, 333]
item-tag-label: ڈیفینیشن	[75, 977, 115, 986]
item-tag-label: ڈیفینیشن	[305, 657, 345, 666]
item-tag-label: ڈیفینیشن	[305, 18, 345, 26]
item-tag	[406, 1297, 460, 1306]
item-number: 17	[291, 337, 305, 346]
item-tag-label: ڈیفینیشن	[247, 1617, 288, 1626]
news-item	[234, 975, 288, 1295]
item-tag	[349, 1617, 403, 1626]
item-body-text: اسلام آباد حکومت نے ملک میں جاری ترقیاتی منصوبوں کا جائزہ لیتے ہوئے اعلان کیا کہ عوام کو ریلیف فراہم کرنے کے لیے اقدامات کیے جائیں گے وزیراعظم نے کہا کہ پاکستان کی معیشت بہتری کی جانب گامزن ہے اور آئندہ سال مزید بہتر نتائج سامنے آئیں گے صوبائی حکومت نے بھی عوامی مسائل کے حل کے لیے کمیٹی تشکیل دے دی ہے جو جلد اپنی رپورٹ پیش کرے گی اسلام آباد حکومت نے ملک میں جاری ترقیاتی منصوبوں کا جائزہ لیتے ہوئے اعلان کیا کہ عوام کو ریلیف فراہم کرنے کے لیے اقدامات کیے جائیں گے وزیراعظم نے کہا کہ پاکستان کی معیشت بہتری کی جانب گامزن ہے اور آئندہ سال مزید بہتر نتائج سامنے آئیں گے صوبائی حکومت نے بھی عوامی مسائل کے حل کے لیے کمیٹی تشکیل دے دی ہے جو جلد اپنی رپورٹ پیش کرے گی اسلام آباد حکومت نے ملک میں جاری ترقیاتی منصوبوں کا جائزہ لیتے ہوئے اعلان کیا کہ عوام کو ریلیف فراہم کرنے کے لیے اقدامات کیے جائیں گے وزیراعظم نے کہا کہ پاکستان کی معیشت بہتری کی جانب گامزن ہے اور آئندہ سال مزید بہتر نتائج سامنے آئیں گے صوبائی حکومت نے بھی عوامی مسائل کے حل کے لیے کمیٹی تشکیل دے دی ہے جو جلد اپنی رپورٹ پیش کرے گی اسلام آباد حکومت نے ملک میں جاری ترقیاتی منصوبوں کا جائزہ لیتے ہوئے اعلان کیا کہ عوام کو ریلیف فراہم کرنے کے لیے اقدامات کیے جائیں گے وزیراعظم نے کہا کہ پاکستان کی معیشت بہتری کی جانب گامزن ہے اور آئندہ سال مزید بہتر نتائج سامنے آئیں گے صوبائی حکومت نے بھی عوامی مسائل کے حل کے لیے کمیٹی تشکیل دے دی ہے جو جلد اپنی رپورٹ پیش کرے گی اسلام آباد حکومت نے ملک میں جاری ترقیاتی منصوبوں کا جائزہ لیتے ہوئے اعلان کیا کہ عوام کو ریلیف فراہم کرنے کے لیے اقدامات کیے جائیں گے وزیراعظم نے کہا کہ پاکستان کی معیشت بہتری کی جانب گامزن ہے اور آئندہ سال مزید بہتر نتائج سامنے آئیں گے صوبائی حکومت نے بھی عوامی مسائل کے حل کے لیے کمیٹی تشکیل دے دی ہے جو جلد اپنی رپورٹ پیش کرے گی اسلام آباد حکومت نے ملک میں جاری ترقیاتی منصوبوں کا جائزہ لیتے ہوئے اعلان کیا کہ عوام کو ریلیف فراہم کرنے کے لیے اقدامات کیے جائیں گے وزیراعظم نے کہا کہ پاکستان کی معیشت بہتری کی جانب گامزن ہے اور آئندہ سال مزید بہتر نتائج سامنے آئیں گے صوبائی حکومت نے بھی عوامی مسائل کے حل کے لیے کمیٹی تشکیل دے دی ہے جو جلد اپنی رپورٹ پیش کرے گی	[61, 347, 115, 653]
item-tag	[4, 977, 58, 986]
item-body-text: اسلام آباد حکومت نے ملک میں جاری ترقیاتی منصوبوں کا جائزہ لیتے ہوئے اعلان کیا کہ عوام کو ریلیف فراہم کرنے کے لیے اقدامات کیے جائیں گے وزیراعظم نے کہا کہ پاکستان کی معیشت بہتری کی جانب گامزن ہے اور آئندہ سال مزید بہتر نتائج سامنے آئیں گے صوبائی حکومت نے بھی عوامی مسائل کے حل کے لیے کمیٹی تشکیل دے دی ہے جو جلد اپنی رپورٹ پیش کرے گی اسلام آباد حکومت نے ملک میں جاری ترقیاتی منصوبوں کا جائزہ لیتے ہوئے اعلان کیا کہ عوام کو ریلیف فراہم کرنے کے لیے اقدامات کیے جائیں گے وزیراعظم نے کہا کہ پاکستان کی معیشت بہتری کی جانب گامزن ہے اور آئندہ سال مزید بہتر نتائج سامنے آئیں گے صوبائی حکومت نے بھی عوامی مسائل کے حل کے لیے کمیٹی تشکیل دے دی ہے جو جلد اپنی رپورٹ پیش کرے گی اسلام آباد حکومت نے ملک میں جاری ترقیاتی منصوبوں کا جائزہ لیتے ہوئے اعلان کیا کہ عوام کو ریلیف فراہم کرنے کے لیے اقدامات کیے جائیں گے وزیراعظم نے کہا کہ پاکستان کی معیشت بہتری کی جانب گامزن ہے اور آئندہ سال مزید بہتر نتائج سامنے آئیں گے صوبائی حکومت نے بھی عوامی مسائل کے حل کے لیے کمیٹی تشکیل دے دی ہے جو جلد اپنی رپورٹ پیش کرے گی اسلام آباد حکومت نے ملک میں جاری ترقیاتی منصوبوں کا جائزہ لیتے ہوئے اعلان کیا کہ عوام کو ریلیف فراہم کرنے کے لیے اقدامات کیے جائیں گے وزیراعظم نے کہا کہ پاکستان کی معیشت بہتری کی جانب گامزن ہے اور آئندہ سال مزید بہتر نتائج سامنے آئیں گے صوبائی حکومت نے بھی عوامی مسائل کے حل کے لیے کمیٹی تشکیل دے دی ہے جو جلد اپنی رپورٹ پیش کرے گی اسلام آباد حکومت نے ملک میں جاری ترقیاتی منصوبوں کا جائزہ لیتے ہوئے اعلان کیا کہ عوام کو ریلیف فراہم کرنے کے لیے اقدامات کیے جائیں گے وزیراعظم نے کہا کہ پاکستان کی معیشت بہتری کی جانب گامزن ہے اور آئندہ سال مزید بہتر نتائج سامنے آئیں گے صوبائی حکومت نے بھی عوامی مسائل کے حل کے لیے کمیٹی تشکیل دے دی ہے جو جلد اپنی رپورٹ پیش کرے گی اسلام آباد حکومت نے ملک میں جاری ترقیاتی منصوبوں کا جائزہ لیتے ہوئے اعلان کیا کہ عوام کو ریلیف فراہم کرنے کے لیے اقدامات کیے جائیں گے وزیراعظم نے کہا کہ پاکستان کی معیشت بہتری کی جانب گامزن ہے اور آئندہ سال مزید بہتر نتائج سامنے آئیں گے صوبائی حکومت نے بھی عوامی مسائل کے حل کے لیے کمیٹی تشکیل دے دی ہے جو جلد اپنی رپورٹ پیش کرے گی	[406, 987, 460, 1293]
item-tag-label: ڈیفینیشن	[190, 977, 230, 986]
news-item	[406, 1615, 460, 1935]
item-tag	[349, 2257, 403, 2266]
item-tag	[406, 1617, 460, 1626]
item-body-text: اسلام آباد حکومت نے ملک میں جاری ترقیاتی منصوبوں کا جائزہ لیتے ہوئے اعلان کیا کہ عوام کو ریلیف فراہم کرنے کے لیے اقدامات کیے جائیں گے وزیراعظم نے کہا کہ پاکستان کی معیشت بہتری کی جانب گامزن ہے اور آئندہ سال مزید بہتر نتائج سامنے آئیں گے صوبائی حکومت نے بھی عوامی مسائل کے حل کے لیے کمیٹی تشکیل دے دی ہے جو جلد اپنی رپورٹ پیش کرے گی اسلام آباد حکومت نے ملک میں جاری ترقیاتی منصوبوں کا جائزہ لیتے ہوئے اعلان کیا کہ عوام کو ریلیف فراہم کرنے کے لیے اقدامات کیے جائیں گے وزیراعظم نے کہا کہ پاکستان کی معیشت بہتری کی جانب گامزن ہے اور آئندہ سال مزید بہتر نتائج سامنے آئیں گے صوبائی حکومت نے بھی عوامی مسائل کے حل کے لیے کمیٹی تشکیل دے دی ہے جو جلد اپنی رپورٹ پیش کرے گی اسلام آباد حکومت نے ملک میں جاری ترقیاتی منصوبوں کا جائزہ لیتے ہوئے اعلان کیا کہ عوام کو ریلیف فراہم کرنے کے لیے اقدامات کیے جائیں گے وزیراعظم نے کہا کہ پاکستان کی معیشت بہتری کی جانب گامزن ہے اور آئندہ سال مزید بہتر نتائج سامنے آئیں گے صوبائی حکومت نے بھی عوامی مسائل کے حل کے لیے کمیٹی تشکیل دے دی ہے جو جلد اپنی رپورٹ پیش کرے گی اسلام آباد حکومت نے ملک میں جاری ترقیاتی منصوبوں کا جائزہ لیتے ہوئے اعلان کیا کہ عوام کو ریلیف فراہم کرنے کے لیے اقدامات کیے جائیں گے وزیراعظم نے کہا کہ پاکستان کی معیشت بہتری کی جانب گامزن ہے اور آئندہ سال مزید بہتر نتائج سامنے آئیں گے صوبائی حکومت نے بھی عوامی مسائل کے حل کے لیے کمیٹی تشکیل دے دی ہے جو جلد اپنی رپورٹ پیش کرے گی اسلام آباد حکومت نے ملک میں جاری ترقیاتی منصوبوں کا جائزہ لیتے ہوئے اعلان کیا کہ عوام کو ریلیف فراہم کرنے کے لیے اقدامات کیے جائیں گے وزیراعظم نے کہا کہ پاکستان کی معیشت بہتری کی جانب گامزن ہے اور آئندہ سال مزید بہتر نتائج سامنے آئیں گے صوبائی حکومت نے بھی عوامی مسائل کے حل کے لیے کمیٹی تشکیل دے دی ہے جو جلد اپنی رپورٹ پیش کرے گی اسلام آباد حکومت نے ملک میں جاری ترقیاتی منصوبوں کا جائزہ لیتے ہوئے اعلان کیا کہ عوام کو ریلیف فراہم کرنے کے لیے اقدامات کیے جائیں گے وزیراعظم نے کہا کہ پاکستان کی معیشت بہتری کی جانب گامزن ہے اور آئندہ سال مزید بہتر نتائج سامنے آئیں گے صوبائی حکومت نے بھی عوامی مسائل کے حل کے لیے کمیٹی تشکیل دے دی ہے جو جلد اپنی رپورٹ پیش کرے گی	[349, 987, 403, 1293]
item-number: 21	[234, 337, 247, 346]
news-item	[4, 1615, 58, 1935]
item-tag-label: ڈیفینیشن	[420, 1617, 460, 1626]
news-column	[59, 15, 117, 1613]
item-tag	[4, 18, 58, 26]
item-tag-label: ڈیفینیشن	[132, 337, 173, 346]
news-item	[234, 15, 288, 335]
item-body-text: اسلام آباد حکومت نے ملک میں جاری ترقیاتی منصوبوں کا جائزہ لیتے ہوئے اعلان کیا کہ عوام کو ریلیف فراہم کرنے کے لیے اقدامات کیے جائیں گے وزیراعظم نے کہا کہ پاکستان کی معیشت بہتری کی جانب گامزن ہے اور آئندہ سال مزید بہتر نتائج سامنے آئیں گے صوبائی حکومت نے بھی عوامی مسائل کے حل کے لیے کمیٹی تشکیل دے دی ہے جو جلد اپنی رپورٹ پیش کرے گی اسلام آباد حکومت نے ملک میں جاری ترقیاتی منصوبوں کا جائزہ لیتے ہوئے اعلان کیا کہ عوام کو ریلیف فراہم کرنے کے لیے اقدامات کیے جائیں گے وزیراعظم نے کہا کہ پاکستان کی معیشت بہتری کی جانب گامزن ہے اور آئندہ سال مزید بہتر نتائج سامنے آئیں گے صوبائی حکومت نے بھی عوامی مسائل کے حل کے لیے کمیٹی تشکیل دے دی ہے جو جلد اپنی رپورٹ پیش کرے گی اسلام آباد حکومت نے ملک میں جاری ترقیاتی منصوبوں کا جائزہ لیتے ہوئے اعلان کیا کہ عوام کو ریلیف فراہم کرنے کے لیے اقدامات کیے جائیں گے وزیراعظم نے کہا کہ پاکستان کی معیشت بہتری کی جانب گامزن ہے اور آئندہ سال مزید بہتر نتائج سامنے آئیں گے صوبائی حکومت نے بھی عوامی مسائل کے حل کے لیے کمیٹی تشکیل دے دی ہے جو جلد اپنی رپورٹ پیش کرے گی اسلام آباد حکومت نے ملک میں جاری ترقیاتی منصوبوں کا جائزہ لیتے ہوئے اعلان کیا کہ عوام کو ریلیف فراہم کرنے کے لیے اقدامات کیے جائیں گے وزیراعظم نے کہا کہ پاکستان کی معیشت بہتری کی جانب گامزن ہے اور آئندہ سال مزید بہتر نتائج سامنے آئیں گے صوبائی حکومت نے بھی عوامی مسائل کے حل کے لیے کمیٹی تشکیل دے دی ہے جو جلد اپنی رپورٹ پیش کرے گی اسلام آباد حکومت نے ملک میں جاری ترقیاتی منصوبوں کا جائزہ لیتے ہوئے اعلان کیا کہ عوام کو ریلیف فراہم کرنے کے لیے اقدامات کیے جائیں گے وزیراعظم نے کہا کہ پاکستان کی معیشت بہتری کی جانب گامزن ہے اور آئندہ سال مزید بہتر نتائج سامنے آئیں گے صوبائی حکومت نے بھی عوامی مسائل کے حل کے لیے کمیٹی تشکیل دے دی ہے جو جلد اپنی رپورٹ پیش کرے گی اسلام آباد حکومت نے ملک میں جاری ترقیاتی منصوبوں کا جائزہ لیتے ہوئے اعلان کیا کہ عوام کو ریلیف فراہم کرنے کے لیے اقدامات کیے جائیں گے وزیراعظم نے کہا کہ پاکستان کی معیشت بہتری کی جانب گامزن ہے اور آئندہ سال مزید بہتر نتائج سامنے آئیں گے صوبائی حکومت نے بھی عوامی مسائل کے حل کے لیے کمیٹی تشکیل دے دی ہے جو جلد اپنی رپورٹ پیش کرے گی	[176, 27, 230, 333]
item-tag	[61, 1297, 115, 1306]
item-number: 6	[406, 1617, 420, 1626]
item-body-text: اسلام آباد حکومت نے ملک میں جاری ترقیاتی منصوبوں کا جائزہ لیتے ہوئے اعلان کیا کہ عوام کو ریلیف فراہم کرنے کے لیے اقدامات کیے جائیں گے وزیراعظم نے کہا کہ پاکستان کی معیشت بہتری کی جانب گامزن ہے اور آئندہ سال مزید بہتر نتائج سامنے آئیں گے صوبائی حکومت نے بھی عوامی مسائل کے حل کے لیے کمیٹی تشکیل دے دی ہے جو جلد اپنی رپورٹ پیش کرے گی اسلام آباد حکومت نے ملک میں جاری ترقیاتی منصوبوں کا جائزہ لیتے ہوئے اعلان کیا کہ عوام کو ریلیف فراہم کرنے کے لیے اقدامات کیے جائیں گے وزیراعظم نے کہا کہ پاکستان کی معیشت بہتری کی جانب گامزن ہے اور آئندہ سال مزید بہتر نتائج سامنے آئیں گے صوبائی حکومت نے بھی عوامی مسائل کے حل کے لیے کمیٹی تشکیل دے دی ہے جو جلد اپنی رپورٹ پیش کرے گی اسلام آباد حکومت نے ملک میں جاری ترقیاتی منصوبوں کا جائزہ لیتے ہوئے اعلان کیا کہ عوام کو ریلیف فراہم کرنے کے لیے اقدامات کیے جائیں گے وزیراعظم نے کہا کہ پاکستان کی معیشت بہتری کی جانب گامزن ہے اور آئندہ سال مزید بہتر نتائج سامنے آئیں گے صوبائی حکومت نے بھی عوامی مسائل کے حل کے لیے کمیٹی تشکیل دے دی ہے جو جلد اپنی رپورٹ پیش کرے گی اسلام آباد حکومت نے ملک میں جاری ترقیاتی منصوبوں کا جائزہ لیتے ہوئے اعلان کیا کہ عوام کو ریلیف فراہم کرنے کے لیے اقدامات کیے جائیں گے وزیراعظم نے کہا کہ پاکستان کی معیشت بہتری کی جانب گامزن ہے اور آئندہ سال مزید بہتر نتائج سامنے آئیں گے صوبائی حکومت نے بھی عوامی مسائل کے حل کے لیے کمیٹی تشکیل دے دی ہے جو جلد اپنی رپورٹ پیش کرے گی اسلام آباد حکومت نے ملک میں جاری ترقیاتی منصوبوں کا جائزہ لیتے ہوئے اعلان کیا کہ عوام کو ریلیف فراہم کرنے کے لیے اقدامات کیے جائیں گے وزیراعظم نے کہا کہ پاکستان کی معیشت بہتری کی جانب گامزن ہے اور آئندہ سال مزید بہتر نتائج سامنے آئیں گے صوبائی حکومت نے بھی عوامی مسائل کے حل کے لیے کمیٹی تشکیل دے دی ہے جو جلد اپنی رپورٹ پیش کرے گی اسلام آباد حکومت نے ملک میں جاری ترقیاتی منصوبوں کا جائزہ لیتے ہوئے اعلان کیا کہ عوام کو ریلیف فراہم کرنے کے لیے اقدامات کیے جائیں گے وزیراعظم نے کہا کہ پاکستان کی معیشت بہتری کی جانب گامزن ہے اور آئندہ سال مزید بہتر نتائج سامنے آئیں گے صوبائی حکومت نے بھی عوامی مسائل کے حل کے لیے کمیٹی تشکیل دے دی ہے جو جلد اپنی رپورٹ پیش کرے گی	[349, 1626, 403, 1933]
news-item	[349, 15, 403, 335]
item-tag	[349, 1297, 403, 1306]
item-tag-label: ڈیفینیشن	[362, 977, 403, 986]
item-number: 46	[4, 2257, 17, 2266]
item-number: 20	[234, 18, 247, 26]
item-body-text: اسلام آباد حکومت نے ملک میں جاری ترقیاتی منصوبوں کا جائزہ لیتے ہوئے اعلان کیا کہ عوام کو ریلیف فراہم کرنے کے لیے اقدامات کیے جائیں گے وزیراعظم نے کہا کہ پاکستان کی معیشت بہتری کی جانب گامزن ہے اور آئندہ سال مزید بہتر نتائج سامنے آئیں گے صوبائی حکومت نے بھی عوامی مسائل کے حل کے لیے کمیٹی تشکیل دے دی ہے جو جلد اپنی رپورٹ پیش کرے گی اسلام آباد حکومت نے ملک میں جاری ترقیاتی منصوبوں کا جائزہ لیتے ہوئے اعلان کیا کہ عوام کو ریلیف فراہم کرنے کے لیے اقدامات کیے جائیں گے وزیراعظم نے کہا کہ پاکستان کی معیشت بہتری کی جانب گامزن ہے اور آئندہ سال مزید بہتر نتائج سامنے آئیں گے صوبائی حکومت نے بھی عوامی مسائل کے حل کے لیے کمیٹی تشکیل دے دی ہے جو جلد اپنی رپورٹ پیش کرے گی اسلام آباد حکومت نے ملک میں جاری ترقیاتی منصوبوں کا جائزہ لیتے ہوئے اعلان کیا کہ عوام کو ریلیف فراہم کرنے کے لیے اقدامات کیے جائیں گے وزیراعظم نے کہا کہ پاکستان کی معیشت بہتری کی جانب گامزن ہے اور آئندہ سال مزید بہتر نتائج سامنے آئیں گے صوبائی حکومت نے بھی عوامی مسائل کے حل کے لیے کمیٹی تشکیل دے دی ہے جو جلد اپنی رپورٹ پیش کرے گی اسلام آباد حکومت نے ملک میں جاری ترقیاتی منصوبوں کا جائزہ لیتے ہوئے اعلان کیا کہ عوام کو ریلیف فراہم کرنے کے لیے اقدامات کیے جائیں گے وزیراعظم نے کہا کہ پاکستان کی معیشت بہتری کی جانب گامزن ہے اور آئندہ سال مزید بہتر نتائج سامنے آئیں گے صوبائی حکومت نے بھی عوامی مسائل کے حل کے لیے کمیٹی تشکیل دے دی ہے جو جلد اپنی رپورٹ پیش کرے گی اسلام آباد حکومت نے ملک میں جاری ترقیاتی منصوبوں کا جائزہ لیتے ہوئے اعلان کیا کہ عوام کو ریلیف فراہم کرنے کے لیے اقدامات کیے جائیں گے وزیراعظم نے کہا کہ پاکستان کی معیشت بہتری کی جانب گامزن ہے اور آئندہ سال مزید بہتر نتائج سامنے آئیں گے صوبائی حکومت نے بھی عوامی مسائل کے حل کے لیے کمیٹی تشکیل دے دی ہے جو جلد اپنی رپورٹ پیش کرے گی اسلام آباد حکومت نے ملک میں جاری ترقیاتی منصوبوں کا جائزہ لیتے ہوئے اعلان کیا کہ عوام کو ریلیف فراہم کرنے کے لیے اقدامات کیے جائیں گے وزیراعظم نے کہا کہ پاکستان کی معیشت بہتری کی جانب گامزن ہے اور آئندہ سال مزید بہتر نتائج سامنے آئیں گے صوبائی حکومت نے بھی عوامی مسائل کے حل کے لیے کمیٹی تشکیل دے دی ہے جو جلد اپنی رپورٹ پیش کرے گی	[4, 27, 58, 333]
news-item	[349, 1935, 403, 2255]
item-tag	[234, 977, 288, 986]
news-item	[406, 975, 460, 1295]
item-body-text: اسلام آباد حکومت نے ملک میں جاری ترقیاتی منصوبوں کا جائزہ لیتے ہوئے اعلان کیا کہ عوام کو ریلیف فراہم کرنے کے لیے اقدامات کیے جائیں گے وزیراعظم نے کہا کہ پاکستان کی معیشت بہتری کی جانب گامزن ہے اور آئندہ سال مزید بہتر نتائج سامنے آئیں گے صوبائی حکومت نے بھی عوامی مسائل کے حل کے لیے کمیٹی تشکیل دے دی ہے جو جلد اپنی رپورٹ پیش کرے گی اسلام آباد حکومت نے ملک میں جاری ترقیاتی منصوبوں کا جائزہ لیتے ہوئے اعلان کیا کہ عوام کو ریلیف فراہم کرنے کے لیے اقدامات کیے جائیں گے وزیراعظم نے کہا کہ پاکستان کی معیشت بہتری کی جانب گامزن ہے اور آئندہ سال مزید بہتر نتائج سامنے آئیں گے صوبائی حکومت نے بھی عوامی مسائل کے حل کے لیے کمیٹی تشکیل دے دی ہے جو جلد اپنی رپورٹ پیش کرے گی اسلام آباد حکومت نے ملک میں جاری ترقیاتی منصوبوں کا جائزہ لیتے ہوئے اعلان کیا کہ عوام کو ریلیف فراہم کرنے کے لیے اقدامات کیے جائیں گے وزیراعظم نے کہا کہ پاکستان کی معیشت بہتری کی جانب گامزن ہے اور آئندہ سال مزید بہتر نتائج سامنے آئیں گے صوبائی حکومت نے بھی عوامی مسائل کے حل کے لیے کمیٹی تشکیل دے دی ہے جو جلد اپنی رپورٹ پیش کرے گی اسلام آباد حکومت نے ملک میں جاری ترقیاتی منصوبوں کا جائزہ لیتے ہوئے اعلان کیا کہ عوام کو ریلیف فراہم کرنے کے لیے اقدامات کیے جائیں گے وزیراعظم نے کہا کہ پاکستان کی معیشت بہتری کی جانب گامزن ہے اور آئندہ سال مزید بہتر نتائج سامنے آئیں گے صوبائی حکومت نے بھی عوامی مسائل کے حل کے لیے کمیٹی تشکیل دے دی ہے جو جلد اپنی رپورٹ پیش کرے گی اسلام آباد حکومت نے ملک میں جاری ترقیاتی منصوبوں کا جائزہ لیتے ہوئے اعلان کیا کہ عوام کو ریلیف فراہم کرنے کے لیے اقدامات کیے جائیں گے وزیراعظم نے کہا کہ پاکستان کی معیشت بہتری کی جانب گامزن ہے اور آئندہ سال مزید بہتر نتائج سامنے آئیں گے صوبائی حکومت نے بھی عوامی مسائل کے حل کے لیے کمیٹی تشکیل دے دی ہے جو جلد اپنی رپورٹ پیش کرے گی اسلام آباد حکومت نے ملک میں جاری ترقیاتی منصوبوں کا جائزہ لیتے ہوئے اعلان کیا کہ عوام کو ریلیف فراہم کرنے کے لیے اقدامات کیے جائیں گے وزیراعظم نے کہا کہ پاکستان کی معیشت بہتری کی جانب گامزن ہے اور آئندہ سال مزید بہتر نتائج سامنے آئیں گے صوبائی حکومت نے بھی عوامی مسائل کے حل کے لیے کمیٹی تشکیل دے دی ہے جو جلد اپنی رپورٹ پیش کرے گی	[61, 667, 115, 973]
item-number: 19	[291, 977, 305, 986]
item-number: 43	[4, 1297, 17, 1306]
item-number: 35	[61, 337, 75, 346]
news-column	[232, 15, 290, 1933]
item-tag	[119, 657, 173, 666]
news-item	[406, 15, 460, 335]
item-number: 41	[4, 657, 17, 666]
item-tag-label: ڈیفینیشن	[132, 977, 173, 986]
news-item	[4, 335, 58, 655]
item-tag	[349, 977, 403, 986]
item-number: 18	[291, 657, 305, 666]
item-tag-label: ڈیفینیشن	[420, 657, 460, 666]
item-tag-label: ڈیفینیشن	[190, 657, 230, 666]
item-tag-label: ڈیفینیشن	[17, 1617, 58, 1626]
item-number: 27	[176, 337, 190, 346]
item-body-text: اسلام آباد حکومت نے ملک میں جاری ترقیاتی منصوبوں کا جائزہ لیتے ہوئے اعلان کیا کہ عوام کو ریلیف فراہم کرنے کے لیے اقدامات کیے جائیں گے وزیراعظم نے کہا کہ پاکستان کی معیشت بہتری کی جانب گامزن ہے اور آئندہ سال مزید بہتر نتائج سامنے آئیں گے صوبائی حکومت نے بھی عوامی مسائل کے حل کے لیے کمیٹی تشکیل دے دی ہے جو جلد اپنی رپورٹ پیش کرے گی اسلام آباد حکومت نے ملک میں جاری ترقیاتی منصوبوں کا جائزہ لیتے ہوئے اعلان کیا کہ عوام کو ریلیف فراہم کرنے کے لیے اقدامات کیے جائیں گے وزیراعظم نے کہا کہ پاکستان کی معیشت بہتری کی جانب گامزن ہے اور آئندہ سال مزید بہتر نتائج سامنے آئیں گے صوبائی حکومت نے بھی عوامی مسائل کے حل کے لیے کمیٹی تشکیل دے دی ہے جو جلد اپنی رپورٹ پیش کرے گی اسلام آباد حکومت نے ملک میں جاری ترقیاتی منصوبوں کا جائزہ لیتے ہوئے اعلان کیا کہ عوام کو ریلیف فراہم کرنے کے لیے اقدامات کیے جائیں گے وزیراعظم نے کہا کہ پاکستان کی معیشت بہتری کی جانب گامزن ہے اور آئندہ سال مزید بہتر نتائج سامنے آئیں گے صوبائی حکومت نے بھی عوامی مسائل کے حل کے لیے کمیٹی تشکیل دے دی ہے جو جلد اپنی رپورٹ پیش کرے گی اسلام آباد حکومت نے ملک میں جاری ترقیاتی منصوبوں کا جائزہ لیتے ہوئے اعلان کیا کہ عوام کو ریلیف فراہم کرنے کے لیے اقدامات کیے جائیں گے وزیراعظم نے کہا کہ پاکستان کی معیشت بہتری کی جانب گامزن ہے اور آئندہ سال مزید بہتر نتائج سامنے آئیں گے صوبائی حکومت نے بھی عوامی مسائل کے حل کے لیے کمیٹی تشکیل دے دی ہے جو جلد اپنی رپورٹ پیش کرے گی اسلام آباد حکومت نے ملک میں جاری ترقیاتی منصوبوں کا جائزہ لیتے ہوئے اعلان کیا کہ عوام کو ریلیف فراہم کرنے کے لیے اقدامات کیے جائیں گے وزیراعظم نے کہا کہ پاکستان کی معیشت بہتری کی جانب گامزن ہے اور آئندہ سال مزید بہتر نتائج سامنے آئیں گے صوبائی حکومت نے بھی عوامی مسائل کے حل کے لیے کمیٹی تشکیل دے دی ہے جو جلد اپنی رپورٹ پیش کرے گی اسلام آباد حکومت نے ملک میں جاری ترقیاتی منصوبوں کا جائزہ لیتے ہوئے اعلان کیا کہ عوام کو ریلیف فراہم کرنے کے لیے اقدامات کیے جائیں گے وزیراعظم نے کہا کہ پاکستان کی معیشت بہتری کی جانب گامزن ہے اور آئندہ سال مزید بہتر نتائج سامنے آئیں گے صوبائی حکومت نے بھی عوامی مسائل کے حل کے لیے کمیٹی تشکیل دے دی ہے جو جلد اپنی رپورٹ پیش کرے گی	[119, 27, 173, 333]
news-item	[4, 655, 58, 975]
item-tag	[234, 18, 288, 26]
item-body-text: اسلام آباد حکومت نے ملک میں جاری ترقیاتی منصوبوں کا جائزہ لیتے ہوئے اعلان کیا کہ عوام کو ریلیف فراہم کرنے کے لیے اقدامات کیے جائیں گے وزیراعظم نے کہا کہ پاکستان کی معیشت بہتری کی جانب گامزن ہے اور آئندہ سال مزید بہتر نتائج سامنے آئیں گے صوبائی حکومت نے بھی عوامی مسائل کے حل کے لیے کمیٹی تشکیل دے دی ہے جو جلد اپنی رپورٹ پیش کرے گی اسلام آباد حکومت نے ملک میں جاری ترقیاتی منصوبوں کا جائزہ لیتے ہوئے اعلان کیا کہ عوام کو ریلیف فراہم کرنے کے لیے اقدامات کیے جائیں گے وزیراعظم نے کہا کہ پاکستان کی معیشت بہتری کی جانب گامزن ہے اور آئندہ سال مزید بہتر نتائج سامنے آئیں گے صوبائی حکومت نے بھی عوامی مسائل کے حل کے لیے کمیٹی تشکیل دے دی ہے جو جلد اپنی رپورٹ پیش کرے گی اسلام آباد حکومت نے ملک میں جاری ترقیاتی منصوبوں کا جائزہ لیتے ہوئے اعلان کیا کہ عوام کو ریلیف فراہم کرنے کے لیے اقدامات کیے جائیں گے وزیراعظم نے کہا کہ پاکستان کی معیشت بہتری کی جانب گامزن ہے اور آئندہ سال مزید بہتر نتائج سامنے آئیں گے صوبائی حکومت نے بھی عوامی مسائل کے حل کے لیے کمیٹی تشکیل دے دی ہے جو جلد اپنی رپورٹ پیش کرے گی اسلام آباد حکومت نے ملک میں جاری ترقیاتی منصوبوں کا جائزہ لیتے ہوئے اعلان کیا کہ عوام کو ریلیف فراہم کرنے کے لیے اقدامات کیے جائیں گے وزیراعظم نے کہا کہ پاکستان کی معیشت بہتری کی جانب گامزن ہے اور آئندہ سال مزید بہتر نتائج سامنے آئیں گے صوبائی حکومت نے بھی عوامی مسائل کے حل کے لیے کمیٹی تشکیل دے دی ہے جو جلد اپنی رپورٹ پیش کرے گی اسلام آباد حکومت نے ملک میں جاری ترقیاتی منصوبوں کا جائزہ لیتے ہوئے اعلان کیا کہ عوام کو ریلیف فراہم کرنے کے لیے اقدامات کیے جائیں گے وزیراعظم نے کہا کہ پاکستان کی معیشت بہتری کی جانب گامزن ہے اور آئندہ سال مزید بہتر نتائج سامنے آئیں گے صوبائی حکومت نے بھی عوامی مسائل کے حل کے لیے کمیٹی تشکیل دے دی ہے جو جلد اپنی رپورٹ پیش کرے گی اسلام آباد حکومت نے ملک میں جاری ترقیاتی منصوبوں کا جائزہ لیتے ہوئے اعلان کیا کہ عوام کو ریلیف فراہم کرنے کے لیے اقدامات کیے جائیں گے وزیراعظم نے کہا کہ پاکستان کی معیشت بہتری کی جانب گامزن ہے اور آئندہ سال مزید بہتر نتائج سامنے آئیں گے صوبائی حکومت نے بھی عوامی مسائل کے حل کے لیے کمیٹی تشکیل دے دی ہے جو جلد اپنی رپورٹ پیش کرے گی	[406, 347, 460, 653]
item-tag-label: ڈیفینیشن	[17, 2257, 58, 2266]
item-tag-label: ڈیفینیشن	[362, 1297, 403, 1306]
item-number: 45	[4, 1937, 17, 1946]
item-tag	[176, 18, 230, 26]
item-body-text: اسلام آباد حکومت نے ملک میں جاری ترقیاتی منصوبوں کا جائزہ لیتے ہوئے اعلان کیا کہ عوام کو ریلیف فراہم کرنے کے لیے اقدامات کیے جائیں گے وزیراعظم نے کہا کہ پاکستان کی معیشت بہتری کی جانب گامزن ہے اور آئندہ سال مزید بہتر نتائج سامنے آئیں گے صوبائی حکومت نے بھی عوامی مسائل کے حل کے لیے کمیٹی تشکیل دے دی ہے جو جلد اپنی رپورٹ پیش کرے گی اسلام آباد حکومت نے ملک میں جاری ترقیاتی منصوبوں کا جائزہ لیتے ہوئے اعلان کیا کہ عوام کو ریلیف فراہم کرنے کے لیے اقدامات کیے جائیں گے وزیراعظم نے کہا کہ پاکستان کی معیشت بہتری کی جانب گامزن ہے اور آئندہ سال مزید بہتر نتائج سامنے آئیں گے صوبائی حکومت نے بھی عوامی مسائل کے حل کے لیے کمیٹی تشکیل دے دی ہے جو جلد اپنی رپورٹ پیش کرے گی اسلام آباد حکومت نے ملک میں جاری ترقیاتی منصوبوں کا جائزہ لیتے ہوئے اعلان کیا کہ عوام کو ریلیف فراہم کرنے کے لیے اقدامات کیے جائیں گے وزیراعظم نے کہا کہ پاکستان کی معیشت بہتری کی جانب گامزن ہے اور آئندہ سال مزید بہتر نتائج سامنے آئیں گے صوبائی حکومت نے بھی عوامی مسائل کے حل کے لیے کمیٹی تشکیل دے دی ہے جو جلد اپنی رپورٹ پیش کرے گی اسلام آباد حکومت نے ملک میں جاری ترقیاتی منصوبوں کا جائزہ لیتے ہوئے اعلان کیا کہ عوام کو ریلیف فراہم کرنے کے لیے اقدامات کیے جائیں گے وزیراعظم نے کہا کہ پاکستان کی معیشت بہتری کی جانب گامزن ہے اور آئندہ سال مزید بہتر نتائج سامنے آئیں گے صوبائی حکومت نے بھی عوامی مسائل کے حل کے لیے کمیٹی تشکیل دے دی ہے جو جلد اپنی رپورٹ پیش کرے گی اسلام آباد حکومت نے ملک میں جاری ترقیاتی منصوبوں کا جائزہ لیتے ہوئے اعلان کیا کہ عوام کو ریلیف فراہم کرنے کے لیے اقدامات کیے جائیں گے وزیراعظم نے کہا کہ پاکستان کی معیشت بہتری کی جانب گامزن ہے اور آئندہ سال مزید بہتر نتائج سامنے آئیں گے صوبائی حکومت نے بھی عوامی مسائل کے حل کے لیے کمیٹی تشکیل دے دی ہے جو جلد اپنی رپورٹ پیش کرے گی اسلام آباد حکومت نے ملک میں جاری ترقیاتی منصوبوں کا جائزہ لیتے ہوئے اعلان کیا کہ عوام کو ریلیف فراہم کرنے کے لیے اقدامات کیے جائیں گے وزیراعظم نے کہا کہ پاکستان کی معیشت بہتری کی جانب گامزن ہے اور آئندہ سال مزید بہتر نتائج سامنے آئیں گے صوبائی حکومت نے بھی عوامی مسائل کے حل کے لیے کمیٹی تشکیل دے دی ہے جو جلد اپنی رپورٹ پیش کرے گی	[291, 987, 345, 1293]
item-body-text: اسلام آباد حکومت نے ملک میں جاری ترقیاتی منصوبوں کا جائزہ لیتے ہوئے اعلان کیا کہ عوام کو ریلیف فراہم کرنے کے لیے اقدامات کیے جائیں گے وزیراعظم نے کہا کہ پاکستان کی معیشت بہتری کی جانب گامزن ہے اور آئندہ سال مزید بہتر نتائج سامنے آئیں گے صوبائی حکومت نے بھی عوامی مسائل کے حل کے لیے کمیٹی تشکیل دے دی ہے جو جلد اپنی رپورٹ پیش کرے گی اسلام آباد حکومت نے ملک میں جاری ترقیاتی منصوبوں کا جائزہ لیتے ہوئے اعلان کیا کہ عوام کو ریلیف فراہم کرنے کے لیے اقدامات کیے جائیں گے وزیراعظم نے کہا کہ پاکستان کی معیشت بہتری کی جانب گامزن ہے اور آئندہ سال مزید بہتر نتائج سامنے آئیں گے صوبائی حکومت نے بھی عوامی مسائل کے حل کے لیے کمیٹی تشکیل دے دی ہے جو جلد اپنی رپورٹ پیش کرے گی اسلام آباد حکومت نے ملک میں جاری ترقیاتی منصوبوں کا جائزہ لیتے ہوئے اعلان کیا کہ عوام کو ریلیف فراہم کرنے کے لیے اقدامات کیے جائیں گے وزیراعظم نے کہا کہ پاکستان کی معیشت بہتری کی جانب گامزن ہے اور آئندہ سال مزید بہتر نتائج سامنے آئیں گے صوبائی حکومت نے بھی عوامی مسائل کے حل کے لیے کمیٹی تشکیل دے دی ہے جو جلد اپنی رپورٹ پیش کرے گی اسلام آباد حکومت نے ملک میں جاری ترقیاتی منصوبوں کا جائزہ لیتے ہوئے اعلان کیا کہ عوام کو ریلیف فراہم کرنے کے لیے اقدامات کیے جائیں گے وزیراعظم نے کہا کہ پاکستان کی معیشت بہتری کی جانب گامزن ہے اور آئندہ سال مزید بہتر نتائج سامنے آئیں گے صوبائی حکومت نے بھی عوامی مسائل کے حل کے لیے کمیٹی تشکیل دے دی ہے جو جلد اپنی رپورٹ پیش کرے گی اسلام آباد حکومت نے ملک میں جاری ترقیاتی منصوبوں کا جائزہ لیتے ہوئے اعلان کیا کہ عوام کو ریلیف فراہم کرنے کے لیے اقدامات کیے جائیں گے وزیراعظم نے کہا کہ پاکستان کی معیشت بہتری کی جانب گامزن ہے اور آئندہ سال مزید بہتر نتائج سامنے آئیں گے صوبائی حکومت نے بھی عوامی مسائل کے حل کے لیے کمیٹی تشکیل دے دی ہے جو جلد اپنی رپورٹ پیش کرے گی اسلام آباد حکومت نے ملک میں جاری ترقیاتی منصوبوں کا جائزہ لیتے ہوئے اعلان کیا کہ عوام کو ریلیف فراہم کرنے کے لیے اقدامات کیے جائیں گے وزیراعظم نے کہا کہ پاکستان کی معیشت بہتری کی جانب گامزن ہے اور آئندہ سال مزید بہتر نتائج سامنے آئیں گے صوبائی حکومت نے بھی عوامی مسائل کے حل کے لیے کمیٹی تشکیل دے دی ہے جو جلد اپنی رپورٹ پیش کرے گی	[4, 667, 58, 973]
item-body-text: اسلام آباد حکومت نے ملک میں جاری ترقیاتی منصوبوں کا جائزہ لیتے ہوئے اعلان کیا کہ عوام کو ریلیف فراہم کرنے کے لیے اقدامات کیے جائیں گے وزیراعظم نے کہا کہ پاکستان کی معیشت بہتری کی جانب گامزن ہے اور آئندہ سال مزید بہتر نتائج سامنے آئیں گے صوبائی حکومت نے بھی عوامی مسائل کے حل کے لیے کمیٹی تشکیل دے دی ہے جو جلد اپنی رپورٹ پیش کرے گی اسلام آباد حکومت نے ملک میں جاری ترقیاتی منصوبوں کا جائزہ لیتے ہوئے اعلان کیا کہ عوام کو ریلیف فراہم کرنے کے لیے اقدامات کیے جائیں گے وزیراعظم نے کہا کہ پاکستان کی معیشت بہتری کی جانب گامزن ہے اور آئندہ سال مزید بہتر نتائج سامنے آئیں گے صوبائی حکومت نے بھی عوامی مسائل کے حل کے لیے کمیٹی تشکیل دے دی ہے جو جلد اپنی رپورٹ پیش کرے گی اسلام آباد حکومت نے ملک میں جاری ترقیاتی منصوبوں کا جائزہ لیتے ہوئے اعلان کیا کہ عوام کو ریلیف فراہم کرنے کے لیے اقدامات کیے جائیں گے وزیراعظم نے کہا کہ پاکستان کی معیشت بہتری کی جانب گامزن ہے اور آئندہ سال مزید بہتر نتائج سامنے آئیں گے صوبائی حکومت نے بھی عوامی مسائل کے حل کے لیے کمیٹی تشکیل دے دی ہے جو جلد اپنی رپورٹ پیش کرے گی اسلام آباد حکومت نے ملک میں جاری ترقیاتی منصوبوں کا جائزہ لیتے ہوئے اعلان کیا کہ عوام کو ریلیف فراہم کرنے کے لیے اقدامات کیے جائیں گے وزیراعظم نے کہا کہ پاکستان کی معیشت بہتری کی جانب گامزن ہے اور آئندہ سال مزید بہتر نتائج سامنے آئیں گے صوبائی حکومت نے بھی عوامی مسائل کے حل کے لیے کمیٹی تشکیل دے دی ہے جو جلد اپنی رپورٹ پیش کرے گی اسلام آباد حکومت نے ملک میں جاری ترقیاتی منصوبوں کا جائزہ لیتے ہوئے اعلان کیا کہ عوام کو ریلیف فراہم کرنے کے لیے اقدامات کیے جائیں گے وزیراعظم نے کہا کہ پاکستان کی معیشت بہتری کی جانب گامزن ہے اور آئندہ سال مزید بہتر نتائج سامنے آئیں گے صوبائی حکومت نے بھی عوامی مسائل کے حل کے لیے کمیٹی تشکیل دے دی ہے جو جلد اپنی رپورٹ پیش کرے گی اسلام آباد حکومت نے ملک میں جاری ترقیاتی منصوبوں کا جائزہ لیتے ہوئے اعلان کیا کہ عوام کو ریلیف فراہم کرنے کے لیے اقدامات کیے جائیں گے وزیراعظم نے کہا کہ پاکستان کی معیشت بہتری کی جانب گامزن ہے اور آئندہ سال مزید بہتر نتائج سامنے آئیں گے صوبائی حکومت نے بھی عوامی مسائل کے حل کے لیے کمیٹی تشکیل دے دی ہے جو جلد اپنی رپورٹ پیش کرے گی	[349, 27, 403, 333]
item-body-text: اسلام آباد حکومت نے ملک میں جاری ترقیاتی منصوبوں کا جائزہ لیتے ہوئے اعلان کیا کہ عوام کو ریلیف فراہم کرنے کے لیے اقدامات کیے جائیں گے وزیراعظم نے کہا کہ پاکستان کی معیشت بہتری کی جانب گامزن ہے اور آئندہ سال مزید بہتر نتائج سامنے آئیں گے صوبائی حکومت نے بھی عوامی مسائل کے حل کے لیے کمیٹی تشکیل دے دی ہے جو جلد اپنی رپورٹ پیش کرے گی اسلام آباد حکومت نے ملک میں جاری ترقیاتی منصوبوں کا جائزہ لیتے ہوئے اعلان کیا کہ عوام کو ریلیف فراہم کرنے کے لیے اقدامات کیے جائیں گے وزیراعظم نے کہا کہ پاکستان کی معیشت بہتری کی جانب گامزن ہے اور آئندہ سال مزید بہتر نتائج سامنے آئیں گے صوبائی حکومت نے بھی عوامی مسائل کے حل کے لیے کمیٹی تشکیل دے دی ہے جو جلد اپنی رپورٹ پیش کرے گی اسلام آباد حکومت نے ملک میں جاری ترقیاتی منصوبوں کا جائزہ لیتے ہوئے اعلان کیا کہ عوام کو ریلیف فراہم کرنے کے لیے اقدامات کیے جائیں گے وزیراعظم نے کہا کہ پاکستان کی معیشت بہتری کی جانب گامزن ہے اور آئندہ سال مزید بہتر نتائج سامنے آئیں گے صوبائی حکومت نے بھی عوامی مسائل کے حل کے لیے کمیٹی تشکیل دے دی ہے جو جلد اپنی رپورٹ پیش کرے گی اسلام آباد حکومت نے ملک میں جاری ترقیاتی منصوبوں کا جائزہ لیتے ہوئے اعلان کیا کہ عوام کو ریلیف فراہم کرنے کے لیے اقدامات کیے جائیں گے وزیراعظم نے کہا کہ پاکستان کی معیشت بہتری کی جانب گامزن ہے اور آئندہ سال مزید بہتر نتائج سامنے آئیں گے صوبائی حکومت نے بھی عوامی مسائل کے حل کے لیے کمیٹی تشکیل دے دی ہے جو جلد اپنی رپورٹ پیش کرے گی اسلام آباد حکومت نے ملک میں جاری ترقیاتی منصوبوں کا جائزہ لیتے ہوئے اعلان کیا کہ عوام کو ریلیف فراہم کرنے کے لیے اقدامات کیے جائیں گے وزیراعظم نے کہا کہ پاکستان کی معیشت بہتری کی جانب گامزن ہے اور آئندہ سال مزید بہتر نتائج سامنے آئیں گے صوبائی حکومت نے بھی عوامی مسائل کے حل کے لیے کمیٹی تشکیل دے دی ہے جو جلد اپنی رپورٹ پیش کرے گی اسلام آباد حکومت نے ملک میں جاری ترقیاتی منصوبوں کا جائزہ لیتے ہوئے اعلان کیا کہ عوام کو ریلیف فراہم کرنے کے لیے اقدامات کیے جائیں گے وزیراعظم نے کہا کہ پاکستان کی معیشت بہتری کی جانب گامزن ہے اور آئندہ سال مزید بہتر نتائج سامنے آئیں گے صوبائی حکومت نے بھی عوامی مسائل کے حل کے لیے کمیٹی تشکیل دے دی ہے جو جلد اپنی رپورٹ پیش کرے گی	[119, 667, 173, 973]
item-number: 36	[61, 657, 75, 666]
news-item	[61, 975, 115, 1295]
item-tag-label: ڈیفینیشن	[247, 337, 288, 346]
news-item	[119, 655, 173, 975]
item-tag	[4, 2257, 58, 2266]
item-tag-label: ڈیفینیشن	[17, 1297, 58, 1306]
news-item	[4, 1935, 58, 2255]
item-tag	[291, 977, 345, 986]
item-number: 26	[176, 18, 190, 26]
item-number: 13	[349, 1937, 362, 1946]
item-tag-label: ڈیفینیشن	[247, 18, 288, 26]
item-tag-label: ڈیفینیشن	[420, 1297, 460, 1306]
item-body-text: اسلام آباد حکومت نے ملک میں جاری ترقیاتی منصوبوں کا جائزہ لیتے ہوئے اعلان کیا کہ عوام کو ریلیف فراہم کرنے کے لیے اقدامات کیے جائیں گے وزیراعظم نے کہا کہ پاکستان کی معیشت بہتری کی جانب گامزن ہے اور آئندہ سال مزید بہتر نتائج سامنے آئیں گے صوبائی حکومت نے بھی عوامی مسائل کے حل کے لیے کمیٹی تشکیل دے دی ہے جو جلد اپنی رپورٹ پیش کرے گی اسلام آباد حکومت نے ملک میں جاری ترقیاتی منصوبوں کا جائزہ لیتے ہوئے اعلان کیا کہ عوام کو ریلیف فراہم کرنے کے لیے اقدامات کیے جائیں گے وزیراعظم نے کہا کہ پاکستان کی معیشت بہتری کی جانب گامزن ہے اور آئندہ سال مزید بہتر نتائج سامنے آئیں گے صوبائی حکومت نے بھی عوامی مسائل کے حل کے لیے کمیٹی تشکیل دے دی ہے جو جلد اپنی رپورٹ پیش کرے گی اسلام آباد حکومت نے ملک میں جاری ترقیاتی منصوبوں کا جائزہ لیتے ہوئے اعلان کیا کہ عوام کو ریلیف فراہم کرنے کے لیے اقدامات کیے جائیں گے وزیراعظم نے کہا کہ پاکستان کی معیشت بہتری کی جانب گامزن ہے اور آئندہ سال مزید بہتر نتائج سامنے آئیں گے صوبائی حکومت نے بھی عوامی مسائل کے حل کے لیے کمیٹی تشکیل دے دی ہے جو جلد اپنی رپورٹ پیش کرے گی اسلام آباد حکومت نے ملک میں جاری ترقیاتی منصوبوں کا جائزہ لیتے ہوئے اعلان کیا کہ عوام کو ریلیف فراہم کرنے کے لیے اقدامات کیے جائیں گے وزیراعظم نے کہا کہ پاکستان کی معیشت بہتری کی جانب گامزن ہے اور آئندہ سال مزید بہتر نتائج سامنے آئیں گے صوبائی حکومت نے بھی عوامی مسائل کے حل کے لیے کمیٹی تشکیل دے دی ہے جو جلد اپنی رپورٹ پیش کرے گی اسلام آباد حکومت نے ملک میں جاری ترقیاتی منصوبوں کا جائزہ لیتے ہوئے اعلان کیا کہ عوام کو ریلیف فراہم کرنے کے لیے اقدامات کیے جائیں گے وزیراعظم نے کہا کہ پاکستان کی معیشت بہتری کی جانب گامزن ہے اور آئندہ سال مزید بہتر نتائج سامنے آئیں گے صوبائی حکومت نے بھی عوامی مسائل کے حل کے لیے کمیٹی تشکیل دے دی ہے جو جلد اپنی رپورٹ پیش کرے گی اسلام آباد حکومت نے ملک میں جاری ترقیاتی منصوبوں کا جائزہ لیتے ہوئے اعلان کیا کہ عوام کو ریلیف فراہم کرنے کے لیے اقدامات کیے جائیں گے وزیراعظم نے کہا کہ پاکستان کی معیشت بہتری کی جانب گامزن ہے اور آئندہ سال مزید بہتر نتائج سامنے آئیں گے صوبائی حکومت نے بھی عوامی مسائل کے حل کے لیے کمیٹی تشکیل دے دی ہے جو جلد اپنی رپورٹ پیش کرے گی	[406, 1307, 460, 1613]
item-body-text: اسلام آباد حکومت نے ملک میں جاری ترقیاتی منصوبوں کا جائزہ لیتے ہوئے اعلان کیا کہ عوام کو ریلیف فراہم کرنے کے لیے اقدامات کیے جائیں گے وزیراعظم نے کہا کہ پاکستان کی معیشت بہتری کی جانب گامزن ہے اور آئندہ سال مزید بہتر نتائج سامنے آئیں گے صوبائی حکومت نے بھی عوامی مسائل کے حل کے لیے کمیٹی تشکیل دے دی ہے جو جلد اپنی رپورٹ پیش کرے گی اسلام آباد حکومت نے ملک میں جاری ترقیاتی منصوبوں کا جائزہ لیتے ہوئے اعلان کیا کہ عوام کو ریلیف فراہم کرنے کے لیے اقدامات کیے جائیں گے وزیراعظم نے کہا کہ پاکستان کی معیشت بہتری کی جانب گامزن ہے اور آئندہ سال مزید بہتر نتائج سامنے آئیں گے صوبائی حکومت نے بھی عوامی مسائل کے حل کے لیے کمیٹی تشکیل دے دی ہے جو جلد اپنی رپورٹ پیش کرے گی اسلام آباد حکومت نے ملک میں جاری ترقیاتی منصوبوں کا جائزہ لیتے ہوئے اعلان کیا کہ عوام کو ریلیف فراہم کرنے کے لیے اقدامات کیے جائیں گے وزیراعظم نے کہا کہ پاکستان کی معیشت بہتری کی جانب گامزن ہے اور آئندہ سال مزید بہتر نتائج سامنے آئیں گے صوبائی حکومت نے بھی عوامی مسائل کے حل کے لیے کمیٹی تشکیل دے دی ہے جو جلد اپنی رپورٹ پیش کرے گی اسلام آباد حکومت نے ملک میں جاری ترقیاتی منصوبوں کا جائزہ لیتے ہوئے اعلان کیا کہ عوام کو ریلیف فراہم کرنے کے لیے اقدامات کیے جائیں گے وزیراعظم نے کہا کہ پاکستان کی معیشت بہتری کی جانب گامزن ہے اور آئندہ سال مزید بہتر نتائج سامنے آئیں گے صوبائی حکومت نے بھی عوامی مسائل کے حل کے لیے کمیٹی تشکیل دے دی ہے جو جلد اپنی رپورٹ پیش کرے گی اسلام آباد حکومت نے ملک میں جاری ترقیاتی منصوبوں کا جائزہ لیتے ہوئے اعلان کیا کہ عوام کو ریلیف فراہم کرنے کے لیے اقدامات کیے جائیں گے وزیراعظم نے کہا کہ پاکستان کی معیشت بہتری کی جانب گامزن ہے اور آئندہ سال مزید بہتر نتائج سامنے آئیں گے صوبائی حکومت نے بھی عوامی مسائل کے حل کے لیے کمیٹی تشکیل دے دی ہے جو جلد اپنی رپورٹ پیش کرے گی اسلام آباد حکومت نے ملک میں جاری ترقیاتی منصوبوں کا جائزہ لیتے ہوئے اعلان کیا کہ عوام کو ریلیف فراہم کرنے کے لیے اقدامات کیے جائیں گے وزیراعظم نے کہا کہ پاکستان کی معیشت بہتری کی جانب گامزن ہے اور آئندہ سال مزید بہتر نتائج سامنے آئیں گے صوبائی حکومت نے بھی عوامی مسائل کے حل کے لیے کمیٹی تشکیل دے دی ہے جو جلد اپنی رپورٹ پیش کرے گی	[61, 1307, 115, 1613]
item-tag	[349, 657, 403, 666]
news-column	[2, 15, 59, 2573]
item-tag-label: ڈیفینیشن	[190, 337, 230, 346]
item-body-text: اسلام آباد حکومت نے ملک میں جاری ترقیاتی منصوبوں کا جائزہ لیتے ہوئے اعلان کیا کہ عوام کو ریلیف فراہم کرنے کے لیے اقدامات کیے جائیں گے وزیراعظم نے کہا کہ پاکستان کی معیشت بہتری کی جانب گامزن ہے اور آئندہ سال مزید بہتر نتائج سامنے آئیں گے صوبائی حکومت نے بھی عوامی مسائل کے حل کے لیے کمیٹی تشکیل دے دی ہے جو جلد اپنی رپورٹ پیش کرے گی اسلام آباد حکومت نے ملک میں جاری ترقیاتی منصوبوں کا جائزہ لیتے ہوئے اعلان کیا کہ عوام کو ریلیف فراہم کرنے کے لیے اقدامات کیے جائیں گے وزیراعظم نے کہا کہ پاکستان کی معیشت بہتری کی جانب گامزن ہے اور آئندہ سال مزید بہتر نتائج سامنے آئیں گے صوبائی حکومت نے بھی عوامی مسائل کے حل کے لیے کمیٹی تشکیل دے دی ہے جو جلد اپنی رپورٹ پیش کرے گی اسلام آباد حکومت نے ملک میں جاری ترقیاتی منصوبوں کا جائزہ لیتے ہوئے اعلان کیا کہ عوام کو ریلیف فراہم کرنے کے لیے اقدامات کیے جائیں گے وزیراعظم نے کہا کہ پاکستان کی معیشت بہتری کی جانب گامزن ہے اور آئندہ سال مزید بہتر نتائج سامنے آئیں گے صوبائی حکومت نے بھی عوامی مسائل کے حل کے لیے کمیٹی تشکیل دے دی ہے جو جلد اپنی رپورٹ پیش کرے گی اسلام آباد حکومت نے ملک میں جاری ترقیاتی منصوبوں کا جائزہ لیتے ہوئے اعلان کیا کہ عوام کو ریلیف فراہم کرنے کے لیے اقدامات کیے جائیں گے وزیراعظم نے کہا کہ پاکستان کی معیشت بہتری کی جانب گامزن ہے اور آئندہ سال مزید بہتر نتائج سامنے آئیں گے صوبائی حکومت نے بھی عوامی مسائل کے حل کے لیے کمیٹی تشکیل دے دی ہے جو جلد اپنی رپورٹ پیش کرے گی اسلام آباد حکومت نے ملک میں جاری ترقیاتی منصوبوں کا جائزہ لیتے ہوئے اعلان کیا کہ عوام کو ریلیف فراہم کرنے کے لیے اقدامات کیے جائیں گے وزیراعظم نے کہا کہ پاکستان کی معیشت بہتری کی جانب گامزن ہے اور آئندہ سال مزید بہتر نتائج سامنے آئیں گے صوبائی حکومت نے بھی عوامی مسائل کے حل کے لیے کمیٹی تشکیل دے دی ہے جو جلد اپنی رپورٹ پیش کرے گی اسلام آباد حکومت نے ملک میں جاری ترقیاتی منصوبوں کا جائزہ لیتے ہوئے اعلان کیا کہ عوام کو ریلیف فراہم کرنے کے لیے اقدامات کیے جائیں گے وزیراعظم نے کہا کہ پاکستان کی معیشت بہتری کی جانب گامزن ہے اور آئندہ سال مزید بہتر نتائج سامنے آئیں گے صوبائی حکومت نے بھی عوامی مسائل کے حل کے لیے کمیٹی تشکیل دے دی ہے جو جلد اپنی رپورٹ پیش کرے گی	[349, 347, 403, 653]
item-number: 40	[4, 337, 17, 346]
news-item	[61, 1295, 115, 1615]
news-item	[119, 15, 173, 335]
news-item	[291, 655, 345, 975]
news-item	[291, 335, 345, 655]
item-body-text: اسلام آباد حکومت نے ملک میں جاری ترقیاتی منصوبوں کا جائزہ لیتے ہوئے اعلان کیا کہ عوام کو ریلیف فراہم کرنے کے لیے اقدامات کیے جائیں گے وزیراعظم نے کہا کہ پاکستان کی معیشت بہتری کی جانب گامزن ہے اور آئندہ سال مزید بہتر نتائج سامنے آئیں گے صوبائی حکومت نے بھی عوامی مسائل کے حل کے لیے کمیٹی تشکیل دے دی ہے جو جلد اپنی رپورٹ پیش کرے گی اسلام آباد حکومت نے ملک میں جاری ترقیاتی منصوبوں کا جائزہ لیتے ہوئے اعلان کیا کہ عوام کو ریلیف فراہم کرنے کے لیے اقدامات کیے جائیں گے وزیراعظم نے کہا کہ پاکستان کی معیشت بہتری کی جانب گامزن ہے اور آئندہ سال مزید بہتر نتائج سامنے آئیں گے صوبائی حکومت نے بھی عوامی مسائل کے حل کے لیے کمیٹی تشکیل دے دی ہے جو جلد اپنی رپورٹ پیش کرے گی اسلام آباد حکومت نے ملک میں جاری ترقیاتی منصوبوں کا جائزہ لیتے ہوئے اعلان کیا کہ عوام کو ریلیف فراہم کرنے کے لیے اقدامات کیے جائیں گے وزیراعظم نے کہا کہ پاکستان کی معیشت بہتری کی جانب گامزن ہے اور آئندہ سال مزید بہتر نتائج سامنے آئیں گے صوبائی حکومت نے بھی عوامی مسائل کے حل کے لیے کمیٹی تشکیل دے دی ہے جو جلد اپنی رپورٹ پیش کرے گی اسلام آباد حکومت نے ملک میں جاری ترقیاتی منصوبوں کا جائزہ لیتے ہوئے اعلان کیا کہ عوام کو ریلیف فراہم کرنے کے لیے اقدامات کیے جائیں گے وزیراعظم نے کہا کہ پاکستان کی معیشت بہتری کی جانب گامزن ہے اور آئندہ سال مزید بہتر نتائج سامنے آئیں گے صوبائی حکومت نے بھی عوامی مسائل کے حل کے لیے کمیٹی تشکیل دے دی ہے جو جلد اپنی رپورٹ پیش کرے گی اسلام آباد حکومت نے ملک میں جاری ترقیاتی منصوبوں کا جائزہ لیتے ہوئے اعلان کیا کہ عوام کو ریلیف فراہم کرنے کے لیے اقدامات کیے جائیں گے وزیراعظم نے کہا کہ پاکستان کی معیشت بہتری کی جانب گامزن ہے اور آئندہ سال مزید بہتر نتائج سامنے آئیں گے صوبائی حکومت نے بھی عوامی مسائل کے حل کے لیے کمیٹی تشکیل دے دی ہے جو جلد اپنی رپورٹ پیش کرے گی اسلام آباد حکومت نے ملک میں جاری ترقیاتی منصوبوں کا جائزہ لیتے ہوئے اعلان کیا کہ عوام کو ریلیف فراہم کرنے کے لیے اقدامات کیے جائیں گے وزیراعظم نے کہا کہ پاکستان کی معیشت بہتری کی جانب گامزن ہے اور آئندہ سال مزید بہتر نتائج سامنے آئیں گے صوبائی حکومت نے بھی عوامی مسائل کے حل کے لیے کمیٹی تشکیل دے دی ہے جو جلد اپنی رپورٹ پیش کرے گی	[349, 1946, 403, 2253]
item-tag	[291, 18, 345, 26]
news-column	[347, 15, 405, 2573]
item-tag	[61, 18, 115, 26]
item-number: 28	[176, 657, 190, 666]
item-tag	[406, 18, 460, 26]
item-body-text: اسلام آباد حکومت نے ملک میں جاری ترقیاتی منصوبوں کا جائزہ لیتے ہوئے اعلان کیا کہ عوام کو ریلیف فراہم کرنے کے لیے اقدامات کیے جائیں گے وزیراعظم نے کہا کہ پاکستان کی معیشت بہتری کی جانب گامزن ہے اور آئندہ سال مزید بہتر نتائج سامنے آئیں گے صوبائی حکومت نے بھی عوامی مسائل کے حل کے لیے کمیٹی تشکیل دے دی ہے جو جلد اپنی رپورٹ پیش کرے گی اسلام آباد حکومت نے ملک میں جاری ترقیاتی منصوبوں کا جائزہ لیتے ہوئے اعلان کیا کہ عوام کو ریلیف فراہم کرنے کے لیے اقدامات کیے جائیں گے وزیراعظم نے کہا کہ پاکستان کی معیشت بہتری کی جانب گامزن ہے اور آئندہ سال مزید بہتر نتائج سامنے آئیں گے صوبائی حکومت نے بھی عوامی مسائل کے حل کے لیے کمیٹی تشکیل دے دی ہے جو جلد اپنی رپورٹ پیش کرے گی اسلام آباد حکومت نے ملک میں جاری ترقیاتی منصوبوں کا جائزہ لیتے ہوئے اعلان کیا کہ عوام کو ریلیف فراہم کرنے کے لیے اقدامات کیے جائیں گے وزیراعظم نے کہا کہ پاکستان کی معیشت بہتری کی جانب گامزن ہے اور آئندہ سال مزید بہتر نتائج سامنے آئیں گے صوبائی حکومت نے بھی عوامی مسائل کے حل کے لیے کمیٹی تشکیل دے دی ہے جو جلد اپنی رپورٹ پیش کرے گی اسلام آباد حکومت نے ملک میں جاری ترقیاتی منصوبوں کا جائزہ لیتے ہوئے اعلان کیا کہ عوام کو ریلیف فراہم کرنے کے لیے اقدامات کیے جائیں گے وزیراعظم نے کہا کہ پاکستان کی معیشت بہتری کی جانب گامزن ہے اور آئندہ سال مزید بہتر نتائج سامنے آئیں گے صوبائی حکومت نے بھی عوامی مسائل کے حل کے لیے کمیٹی تشکیل دے دی ہے جو جلد اپنی رپورٹ پیش کرے گی اسلام آباد حکومت نے ملک میں جاری ترقیاتی منصوبوں کا جائزہ لیتے ہوئے اعلان کیا کہ عوام کو ریلیف فراہم کرنے کے لیے اقدامات کیے جائیں گے وزیراعظم نے کہا کہ پاکستان کی معیشت بہتری کی جانب گامزن ہے اور آئندہ سال مزید بہتر نتائج سامنے آئیں گے صوبائی حکومت نے بھی عوامی مسائل کے حل کے لیے کمیٹی تشکیل دے دی ہے جو جلد اپنی رپورٹ پیش کرے گی اسلام آباد حکومت نے ملک میں جاری ترقیاتی منصوبوں کا جائزہ لیتے ہوئے اعلان کیا کہ عوام کو ریلیف فراہم کرنے کے لیے اقدامات کیے جائیں گے وزیراعظم نے کہا کہ پاکستان کی معیشت بہتری کی جانب گامزن ہے اور آئندہ سال مزید بہتر نتائج سامنے آئیں گے صوبائی حکومت نے بھی عوامی مسائل کے حل کے لیے کمیٹی تشکیل دے دی ہے جو جلد اپنی رپورٹ پیش کرے گی	[4, 347, 58, 653]
item-tag-label: ڈیفینیشن	[247, 657, 288, 666]
item-tag-label: ڈیفینیشن	[132, 18, 173, 26]
item-number: 37	[61, 977, 75, 986]
